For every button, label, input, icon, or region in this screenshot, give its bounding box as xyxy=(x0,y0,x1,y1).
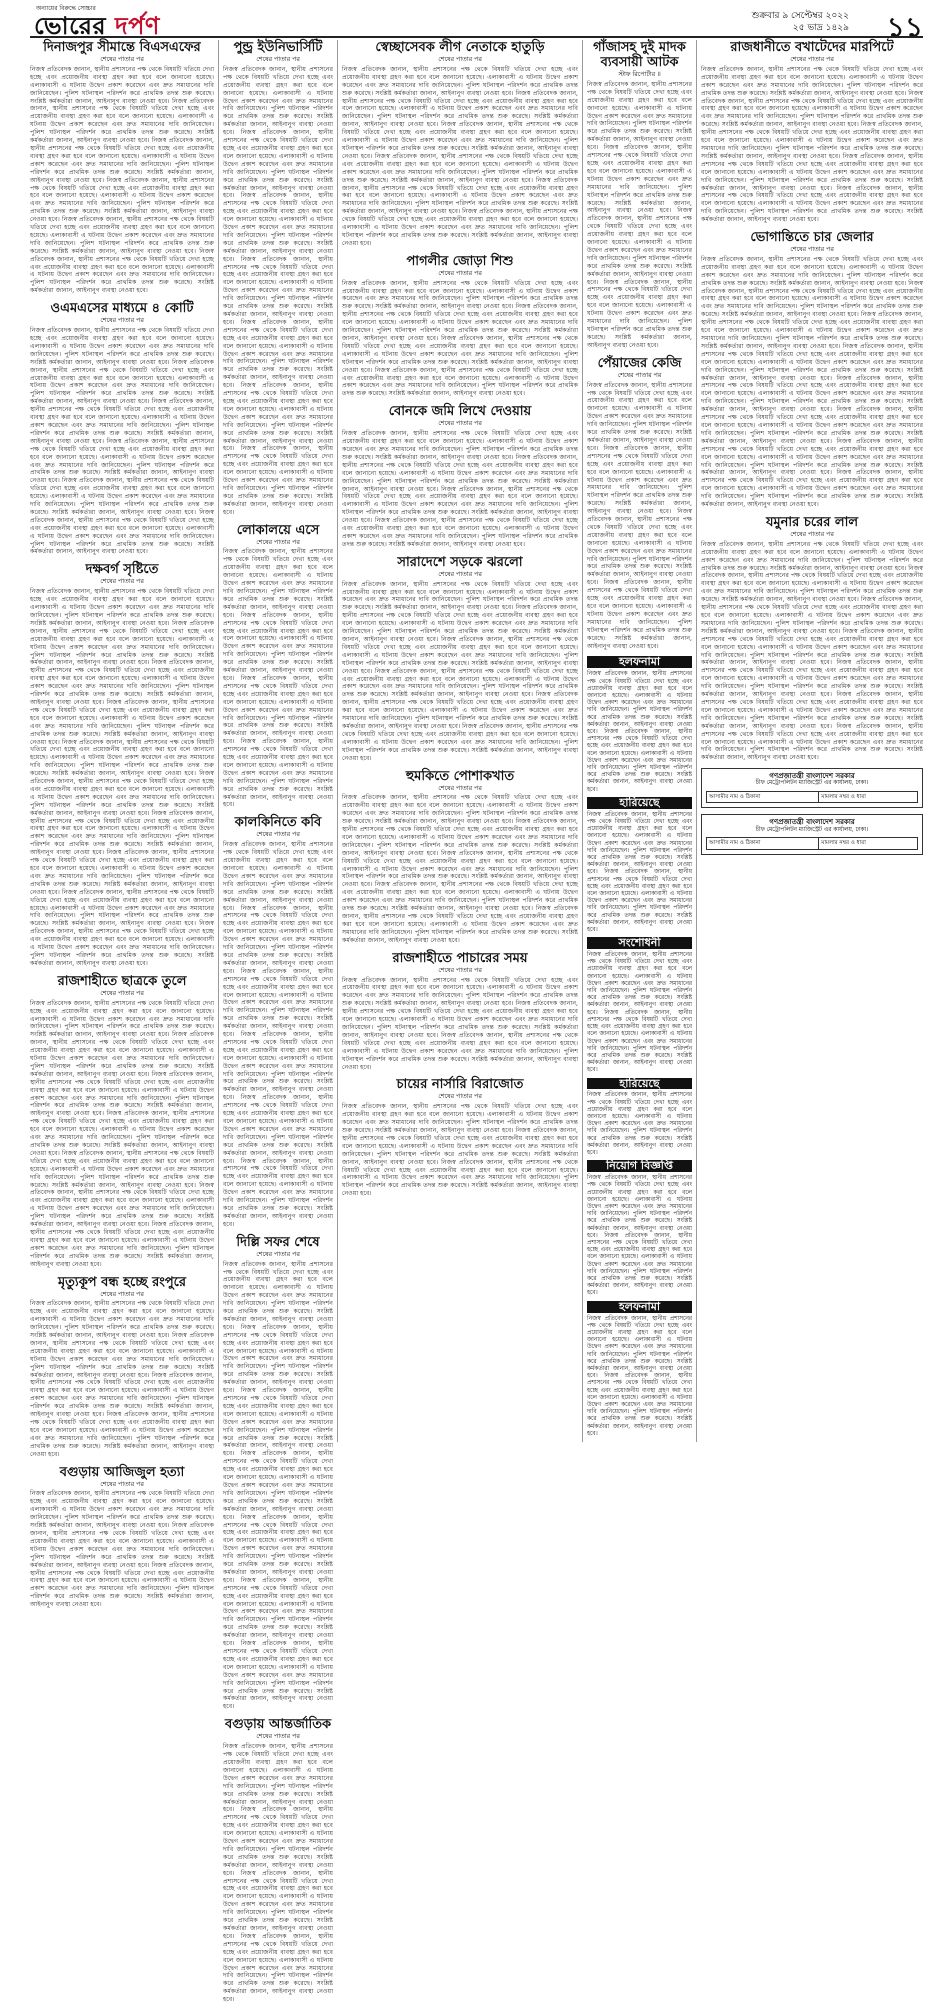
article-dateline: শেষের পাতার পর xyxy=(100,1290,144,1298)
article-headline: যমুনার চরের লাল xyxy=(765,514,859,530)
article xyxy=(30,1275,214,1459)
notice-heading: গণপ্রজাতন্ত্রী বাংলাদেশ সরকার xyxy=(769,818,855,827)
article xyxy=(342,951,578,1072)
article xyxy=(342,40,578,248)
article-dateline: শেষের পাতার পর xyxy=(100,989,144,997)
column-divider xyxy=(218,40,219,1442)
article-body: নিজস্ব প্রতিবেদক জানান, স্থানীয় প্রশাসনের পক্ষ থেকে বিষয়টি খতিয়ে দেখা হচ্ছে এবং প্রয়োজনীয় ব্যবস্থা গ্রহণ করা হবে বলে জানানো হয়েছে। এলাকাবাসী এ ঘটনায় উদ্বেগ প্রকাশ করেছেন এবং দ্রুত সমাধানের দাবি জানিয়েছেন। পুলিশ ঘটনাস্থল পরিদর্শন করে প্রাথমিক তদন্ত শুরু করেছে। সংশ্লিষ্ট কর্মকর্তারা জানান, আইনানুগ ব্যবস্থা নেওয়া হবে। নিজস্ব প্রতিবেদক জানান, স্থানীয় প্রশাসনের পক্ষ থেকে বিষয়টি খতিয়ে দেখা হচ্ছে এবং প্রয়োজনীয় ব্যবস্থা গ্রহণ করা হবে বলে জানানো হয়েছে। এলাকাবাসী এ ঘটনায় উদ্বেগ প্রকাশ করেছেন এবং দ্রুত সমাধানের দাবি জানিয়েছেন। পুলিশ ঘটনাস্থল পরিদর্শন করে প্রাথমিক তদন্ত শুরু করেছে। সংশ্লিষ্ট কর্মকর্তারা জানান, আইনানুগ ব্যবস্থা নেওয়া হবে। নিজস্ব প্রতিবেদক জানান, স্থানীয় প্রশাসনের পক্ষ থেকে বিষয়টি খতিয়ে দেখা হচ্ছে এবং প্রয়োজনীয় ব্যবস্থা গ্রহণ করা হবে বলে জানানো হয়েছে। এলাকাবাসী এ ঘটনায় উদ্বেগ প্রকাশ করেছেন এবং দ্রুত সমাধানের দাবি জানিয়েছেন। পুলিশ ঘটনাস্থল পরিদর্শন করে প্রাথমিক তদন্ত শুরু করেছে। সংশ্লিষ্ট কর্মকর্তারা জানান, আইনানুগ ব্যবস্থা নেওয়া হবে। নিজস্ব প্রতিবেদক জানান, স্থানীয় প্রশাসনের পক্ষ থেকে বিষয়টি খতিয়ে দেখা হচ্ছে এবং প্রয়োজনীয় ব্যবস্থা গ্রহণ করা হবে বলে জানানো হয়েছে। এলাকাবাসী এ ঘটনায় উদ্বেগ প্রকাশ করেছেন এবং দ্রুত সমাধানের দাবি জানিয়েছেন। পুলিশ ঘটনাস্থল পরিদর্শন করে প্রাথমিক তদন্ত শুরু করেছে। সংশ্লিষ্ট কর্মকর্তারা জানান, আইনানুগ ব্যবস্থা নেওয়া হবে। xyxy=(223,1743,333,2004)
article-body: নিজস্ব প্রতিবেদক জানান, স্থানীয় প্রশাসনের পক্ষ থেকে বিষয়টি খতিয়ে দেখা হচ্ছে এবং প্রয়োজনীয় ব্যবস্থা গ্রহণ করা হবে বলে জানানো হয়েছে। এলাকাবাসী এ ঘটনায় উদ্বেগ প্রকাশ করেছেন এবং দ্রুত সমাধানের দাবি জানিয়েছেন। পুলিশ ঘটনাস্থল পরিদর্শন করে প্রাথমিক তদন্ত শুরু করেছে। সংশ্লিষ্ট কর্মকর্তারা জানান, আইনানুগ ব্যবস্থা নেওয়া হবে। নিজস্ব প্রতিবেদক জানান, স্থানীয় প্রশাসনের পক্ষ থেকে বিষয়টি খতিয়ে দেখা হচ্ছে এবং প্রয়োজনীয় ব্যবস্থা গ্রহণ করা হবে বলে জানানো হয়েছে। এলাকাবাসী এ ঘটনায় উদ্বেগ প্রকাশ করেছেন এবং দ্রুত সমাধানের দাবি জানিয়েছেন। পুলিশ ঘটনাস্থল পরিদর্শন করে প্রাথমিক তদন্ত শুরু করেছে। সংশ্লিষ্ট কর্মকর্তারা জানান, আইনানুগ ব্যবস্থা নেওয়া হবে। নিজস্ব প্রতিবেদক জানান, স্থানীয় প্রশাসনের পক্ষ থেকে বিষয়টি খতিয়ে দেখা হচ্ছে এবং প্রয়োজনীয় ব্যবস্থা গ্রহণ করা হবে বলে জানানো হয়েছে। এলাকাবাসী এ ঘটনায় উদ্বেগ প্রকাশ করেছেন এবং দ্রুত সমাধানের দাবি জানিয়েছেন। পুলিশ ঘটনাস্থল পরিদর্শন করে প্রাথমিক তদন্ত শুরু করেছে। সংশ্লিষ্ট কর্মকর্তারা জানান, আইনানুগ ব্যবস্থা নেওয়া হবে। নিজস্ব প্রতিবেদক জানান, স্থানীয় প্রশাসনের পক্ষ থেকে বিষয়টি খতিয়ে দেখা হচ্ছে এবং প্রয়োজনীয় ব্যবস্থা গ্রহণ করা হবে বলে জানানো হয়েছে। এলাকাবাসী এ ঘটনায় উদ্বেগ প্রকাশ করেছেন এবং দ্রুত সমাধানের দাবি জানিয়েছেন। পুলিশ ঘটনাস্থল পরিদর্শন করে প্রাথমিক তদন্ত শুরু করেছে। সংশ্লিষ্ট কর্মকর্তারা জানান, আইনানুগ ব্যবস্থা নেওয়া হবে। নিজস্ব প্রতিবেদক জানান, স্থানীয় প্রশাসনের পক্ষ থেকে বিষয়টি খতিয়ে দেখা হচ্ছে এবং প্রয়োজনীয় ব্যবস্থা গ্রহণ করা হবে বলে জানানো হয়েছে। এলাকাবাসী এ ঘটনায় উদ্বেগ প্রকাশ করেছেন এবং দ্রুত সমাধানের দাবি জানিয়েছেন। পুলিশ ঘটনাস্থল পরিদর্শন করে প্রাথমিক তদন্ত শুরু করেছে। সংশ্লিষ্ট কর্মকর্তারা জানান, আইনানুগ ব্যবস্থা নেওয়া হবে। নিজস্ব প্রতিবেদক জানান, স্থানীয় প্রশাসনের পক্ষ থেকে বিষয়টি খতিয়ে দেখা হচ্ছে এবং প্রয়োজনীয় ব্যবস্থা গ্রহণ করা হবে বলে জানানো হয়েছে। এলাকাবাসী এ ঘটনায় উদ্বেগ প্রকাশ করেছেন এবং দ্রুত সমাধানের দাবি জানিয়েছেন। পুলিশ ঘটনাস্থল পরিদর্শন করে প্রাথমিক তদন্ত শুরু করেছে। সংশ্লিষ্ট কর্মকর্তারা জানান, আইনানুগ ব্যবস্থা নেওয়া হবে। xyxy=(30,65,214,295)
article-body: নিজস্ব প্রতিবেদক জানান, স্থানীয় প্রশাসনের পক্ষ থেকে বিষয়টি খতিয়ে দেখা হচ্ছে এবং প্রয়োজনীয় ব্যবস্থা গ্রহণ করা হবে বলে জানানো হয়েছে। এলাকাবাসী এ ঘটনায় উদ্বেগ প্রকাশ করেছেন এবং দ্রুত সমাধানের দাবি জানিয়েছেন। পুলিশ ঘটনাস্থল পরিদর্শন করে প্রাথমিক তদন্ত শুরু করেছে। সংশ্লিষ্ট কর্মকর্তারা জানান, আইনানুগ ব্যবস্থা নেওয়া হবে। নিজস্ব প্রতিবেদক জানান, স্থানীয় প্রশাসনের পক্ষ থেকে বিষয়টি খতিয়ে দেখা হচ্ছে এবং প্রয়োজনীয় ব্যবস্থা গ্রহণ করা হবে বলে জানানো হয়েছে। এলাকাবাসী এ ঘটনায় উদ্বেগ প্রকাশ করেছেন এবং দ্রুত সমাধানের দাবি জানিয়েছেন। পুলিশ ঘটনাস্থল পরিদর্শন করে প্রাথমিক তদন্ত শুরু করেছে। সংশ্লিষ্ট কর্মকর্তারা জানান, আইনানুগ ব্যবস্থা নেওয়া হবে। নিজস্ব প্রতিবেদক জানান, স্থানীয় প্রশাসনের পক্ষ থেকে বিষয়টি খতিয়ে দেখা হচ্ছে এবং প্রয়োজনীয় ব্যবস্থা গ্রহণ করা হবে বলে জানানো হয়েছে। এলাকাবাসী এ ঘটনায় উদ্বেগ প্রকাশ করেছেন এবং দ্রুত সমাধানের দাবি জানিয়েছেন। পুলিশ ঘটনাস্থল পরিদর্শন করে প্রাথমিক তদন্ত শুরু করেছে। সংশ্লিষ্ট কর্মকর্তারা জানান, আইনানুগ ব্যবস্থা নেওয়া হবে। নিজস্ব প্রতিবেদক জানান, স্থানীয় প্রশাসনের পক্ষ থেকে বিষয়টি খতিয়ে দেখা হচ্ছে এবং প্রয়োজনীয় ব্যবস্থা গ্রহণ করা হবে বলে জানানো হয়েছে। এলাকাবাসী এ ঘটনায় উদ্বেগ প্রকাশ করেছেন এবং দ্রুত সমাধানের দাবি জানিয়েছেন। পুলিশ ঘটনাস্থল পরিদর্শন করে প্রাথমিক তদন্ত শুরু করেছে। সংশ্লিষ্ট কর্মকর্তারা জানান, আইনানুগ ব্যবস্থা নেওয়া হবে। xyxy=(342,279,578,398)
notice-subheading: চীফ মেট্রোপলিটন ম্যাজিস্ট্রেট এর কার্যালয়, ঢাকা। xyxy=(755,826,869,833)
article-dateline: শেষের পাতার পর xyxy=(100,317,144,325)
article-headline: দক্ষবর্গ সৃষ্টিতে xyxy=(85,562,159,578)
article-dateline: শেষের পাতার পর xyxy=(790,530,834,538)
article xyxy=(30,974,214,1269)
classified-heading: হলফনামা xyxy=(587,656,692,668)
article-body: নিজস্ব প্রতিবেদক জানান, স্থানীয় প্রশাসনের পক্ষ থেকে বিষয়টি খতিয়ে দেখা হচ্ছে এবং প্রয়োজনীয় ব্যবস্থা গ্রহণ করা হবে বলে জানানো হয়েছে। এলাকাবাসী এ ঘটনায় উদ্বেগ প্রকাশ করেছেন এবং দ্রুত সমাধানের দাবি জানিয়েছেন। পুলিশ ঘটনাস্থল পরিদর্শন করে প্রাথমিক তদন্ত শুরু করেছে। সংশ্লিষ্ট কর্মকর্তারা জানান, আইনানুগ ব্যবস্থা নেওয়া হবে। নিজস্ব প্রতিবেদক জানান, স্থানীয় প্রশাসনের পক্ষ থেকে বিষয়টি খতিয়ে দেখা হচ্ছে এবং প্রয়োজনীয় ব্যবস্থা গ্রহণ করা হবে বলে জানানো হয়েছে। এলাকাবাসী এ ঘটনায় উদ্বেগ প্রকাশ করেছেন এবং দ্রুত সমাধানের দাবি জানিয়েছেন। পুলিশ ঘটনাস্থল পরিদর্শন করে প্রাথমিক তদন্ত শুরু করেছে। সংশ্লিষ্ট কর্মকর্তারা জানান, আইনানুগ ব্যবস্থা নেওয়া হবে। নিজস্ব প্রতিবেদক জানান, স্থানীয় প্রশাসনের পক্ষ থেকে বিষয়টি খতিয়ে দেখা হচ্ছে এবং প্রয়োজনীয় ব্যবস্থা গ্রহণ করা হবে বলে জানানো হয়েছে। এলাকাবাসী এ ঘটনায় উদ্বেগ প্রকাশ করেছেন এবং দ্রুত সমাধানের দাবি জানিয়েছেন। পুলিশ ঘটনাস্থল পরিদর্শন করে প্রাথমিক তদন্ত শুরু করেছে। সংশ্লিষ্ট কর্মকর্তারা জানান, আইনানুগ ব্যবস্থা নেওয়া হবে। নিজস্ব প্রতিবেদক জানান, স্থানীয় প্রশাসনের পক্ষ থেকে বিষয়টি খতিয়ে দেখা হচ্ছে এবং প্রয়োজনীয় ব্যবস্থা গ্রহণ করা হবে বলে জানানো হয়েছে। এলাকাবাসী এ ঘটনায় উদ্বেগ প্রকাশ করেছেন এবং দ্রুত সমাধানের দাবি জানিয়েছেন। পুলিশ ঘটনাস্থল পরিদর্শন করে প্রাথমিক তদন্ত শুরু করেছে। সংশ্লিষ্ট কর্মকর্তারা জানান, আইনানুগ ব্যবস্থা নেওয়া হবে। নিজস্ব প্রতিবেদক জানান, স্থানীয় প্রশাসনের পক্ষ থেকে বিষয়টি খতিয়ে দেখা হচ্ছে এবং প্রয়োজনীয় ব্যবস্থা গ্রহণ করা হবে বলে জানানো হয়েছে। এলাকাবাসী এ ঘটনায় উদ্বেগ প্রকাশ করেছেন এবং দ্রুত সমাধানের দাবি জানিয়েছেন। পুলিশ ঘটনাস্থল পরিদর্শন করে প্রাথমিক তদন্ত শুরু করেছে। সংশ্লিষ্ট কর্মকর্তারা জানান, আইনানুগ ব্যবস্থা নেওয়া হবে। নিজস্ব প্রতিবেদক জানান, স্থানীয় প্রশাসনের পক্ষ থেকে বিষয়টি খতিয়ে দেখা হচ্ছে এবং প্রয়োজনীয় ব্যবস্থা গ্রহণ করা হবে বলে জানানো হয়েছে। এলাকাবাসী এ ঘটনায় উদ্বেগ প্রকাশ করেছেন এবং দ্রুত সমাধানের দাবি জানিয়েছেন। পুলিশ ঘটনাস্থল পরিদর্শন করে প্রাথমিক তদন্ত শুরু করেছে। সংশ্লিষ্ট কর্মকর্তারা জানান, আইনানুগ ব্যবস্থা নেওয়া হবে। xyxy=(342,580,578,762)
classified-body: নিজস্ব প্রতিবেদক জানান, স্থানীয় প্রশাসনের পক্ষ থেকে বিষয়টি খতিয়ে দেখা হচ্ছে এবং প্রয়োজনীয় ব্যবস্থা গ্রহণ করা হবে বলে জানানো হয়েছে। এলাকাবাসী এ ঘটনায় উদ্বেগ প্রকাশ করেছেন এবং দ্রুত সমাধানের দাবি জানিয়েছেন। পুলিশ ঘটনাস্থল পরিদর্শন করে প্রাথমিক তদন্ত শুরু করেছে। সংশ্লিষ্ট কর্মকর্তারা জানান, আইনানুগ ব্যবস্থা নেওয়া হবে। নিজস্ব প্রতিবেদক জানান, স্থানীয় প্রশাসনের পক্ষ থেকে বিষয়টি খতিয়ে দেখা হচ্ছে এবং প্রয়োজনীয় ব্যবস্থা গ্রহণ করা হবে বলে জানানো হয়েছে। এলাকাবাসী এ ঘটনায় উদ্বেগ প্রকাশ করেছেন এবং দ্রুত সমাধানের দাবি জানিয়েছেন। পুলিশ ঘটনাস্থল পরিদর্শন করে প্রাথমিক তদন্ত শুরু করেছে। সংশ্লিষ্ট কর্মকর্তারা জানান, আইনানুগ ব্যবস্থা নেওয়া হবে। xyxy=(587,1175,692,1297)
classified-ad xyxy=(587,1078,692,1158)
classified-heading: নিয়োগ বিজ্ঞপ্তি xyxy=(587,1160,692,1172)
classified-ad xyxy=(587,1160,692,1297)
article-headline: দিনাজপুর সীমান্তে বিএসএফের xyxy=(43,40,201,55)
notice-table xyxy=(706,837,918,850)
article xyxy=(342,555,578,763)
article-dateline: শেষের পাতার পর xyxy=(438,269,482,277)
article-headline: হুমকিতে পোশাকখাত xyxy=(405,768,515,784)
masthead-rule xyxy=(30,36,923,38)
article-body: নিজস্ব প্রতিবেদক জানান, স্থানীয় প্রশাসনের পক্ষ থেকে বিষয়টি খতিয়ে দেখা হচ্ছে এবং প্রয়োজনীয় ব্যবস্থা গ্রহণ করা হবে বলে জানানো হয়েছে। এলাকাবাসী এ ঘটনায় উদ্বেগ প্রকাশ করেছেন এবং দ্রুত সমাধানের দাবি জানিয়েছেন। পুলিশ ঘটনাস্থল পরিদর্শন করে প্রাথমিক তদন্ত শুরু করেছে। সংশ্লিষ্ট কর্মকর্তারা জানান, আইনানুগ ব্যবস্থা নেওয়া হবে। নিজস্ব প্রতিবেদক জানান, স্থানীয় প্রশাসনের পক্ষ থেকে বিষয়টি খতিয়ে দেখা হচ্ছে এবং প্রয়োজনীয় ব্যবস্থা গ্রহণ করা হবে বলে জানানো হয়েছে। এলাকাবাসী এ ঘটনায় উদ্বেগ প্রকাশ করেছেন এবং দ্রুত সমাধানের দাবি জানিয়েছেন। পুলিশ ঘটনাস্থল পরিদর্শন করে প্রাথমিক তদন্ত শুরু করেছে। সংশ্লিষ্ট কর্মকর্তারা জানান, আইনানুগ ব্যবস্থা নেওয়া হবে। নিজস্ব প্রতিবেদক জানান, স্থানীয় প্রশাসনের পক্ষ থেকে বিষয়টি খতিয়ে দেখা হচ্ছে এবং প্রয়োজনীয় ব্যবস্থা গ্রহণ করা হবে বলে জানানো হয়েছে। এলাকাবাসী এ ঘটনায় উদ্বেগ প্রকাশ করেছেন এবং দ্রুত সমাধানের দাবি জানিয়েছেন। পুলিশ ঘটনাস্থল পরিদর্শন করে প্রাথমিক তদন্ত শুরু করেছে। সংশ্লিষ্ট কর্মকর্তারা জানান, আইনানুগ ব্যবস্থা নেওয়া হবে। নিজস্ব প্রতিবেদক জানান, স্থানীয় প্রশাসনের পক্ষ থেকে বিষয়টি খতিয়ে দেখা হচ্ছে এবং প্রয়োজনীয় ব্যবস্থা গ্রহণ করা হবে বলে জানানো হয়েছে। এলাকাবাসী এ ঘটনায় উদ্বেগ প্রকাশ করেছেন এবং দ্রুত সমাধানের দাবি জানিয়েছেন। পুলিশ ঘটনাস্থল পরিদর্শন করে প্রাথমিক তদন্ত শুরু করেছে। সংশ্লিষ্ট কর্মকর্তারা জানান, আইনানুগ ব্যবস্থা নেওয়া হবে। নিজস্ব প্রতিবেদক জানান, স্থানীয় প্রশাসনের পক্ষ থেকে বিষয়টি খতিয়ে দেখা হচ্ছে এবং প্রয়োজনীয় ব্যবস্থা গ্রহণ করা হবে বলে জানানো হয়েছে। এলাকাবাসী এ ঘটনায় উদ্বেগ প্রকাশ করেছেন এবং দ্রুত সমাধানের দাবি জানিয়েছেন। পুলিশ ঘটনাস্থল পরিদর্শন করে প্রাথমিক তদন্ত শুরু করেছে। সংশ্লিষ্ট কর্মকর্তারা জানান, আইনানুগ ব্যবস্থা নেওয়া হবে। নিজস্ব প্রতিবেদক জানান, স্থানীয় প্রশাসনের পক্ষ থেকে বিষয়টি খতিয়ে দেখা হচ্ছে এবং প্রয়োজনীয় ব্যবস্থা গ্রহণ করা হবে বলে জানানো হয়েছে। এলাকাবাসী এ ঘটনায় উদ্বেগ প্রকাশ করেছেন এবং দ্রুত সমাধানের দাবি জানিয়েছেন। পুলিশ ঘটনাস্থল পরিদর্শন করে প্রাথমিক তদন্ত শুরু করেছে। সংশ্লিষ্ট কর্মকর্তারা জানান, আইনানুগ ব্যবস্থা নেওয়া হবে। xyxy=(30,327,214,556)
article-dateline: শেষের পাতার পর xyxy=(438,56,482,63)
article-body: নিজস্ব প্রতিবেদক জানান, স্থানীয় প্রশাসনের পক্ষ থেকে বিষয়টি খতিয়ে দেখা হচ্ছে এবং প্রয়োজনীয় ব্যবস্থা গ্রহণ করা হবে বলে জানানো হয়েছে। এলাকাবাসী এ ঘটনায় উদ্বেগ প্রকাশ করেছেন এবং দ্রুত সমাধানের দাবি জানিয়েছেন। পুলিশ ঘটনাস্থল পরিদর্শন করে প্রাথমিক তদন্ত শুরু করেছে। সংশ্লিষ্ট কর্মকর্তারা জানান, আইনানুগ ব্যবস্থা নেওয়া হবে। নিজস্ব প্রতিবেদক জানান, স্থানীয় প্রশাসনের পক্ষ থেকে বিষয়টি খতিয়ে দেখা হচ্ছে এবং প্রয়োজনীয় ব্যবস্থা গ্রহণ করা হবে বলে জানানো হয়েছে। এলাকাবাসী এ ঘটনায় উদ্বেগ প্রকাশ করেছেন এবং দ্রুত সমাধানের দাবি জানিয়েছেন। পুলিশ ঘটনাস্থল পরিদর্শন করে প্রাথমিক তদন্ত শুরু করেছে। সংশ্লিষ্ট কর্মকর্তারা জানান, আইনানুগ ব্যবস্থা নেওয়া হবে। নিজস্ব প্রতিবেদক জানান, স্থানীয় প্রশাসনের পক্ষ থেকে বিষয়টি খতিয়ে দেখা হচ্ছে এবং প্রয়োজনীয় ব্যবস্থা গ্রহণ করা হবে বলে জানানো হয়েছে। এলাকাবাসী এ ঘটনায় উদ্বেগ প্রকাশ করেছেন এবং দ্রুত সমাধানের দাবি জানিয়েছেন। পুলিশ ঘটনাস্থল পরিদর্শন করে প্রাথমিক তদন্ত শুরু করেছে। সংশ্লিষ্ট কর্মকর্তারা জানান, আইনানুগ ব্যবস্থা নেওয়া হবে। নিজস্ব প্রতিবেদক জানান, স্থানীয় প্রশাসনের পক্ষ থেকে বিষয়টি খতিয়ে দেখা হচ্ছে এবং প্রয়োজনীয় ব্যবস্থা গ্রহণ করা হবে বলে জানানো হয়েছে। এলাকাবাসী এ ঘটনায় উদ্বেগ প্রকাশ করেছেন এবং দ্রুত সমাধানের দাবি জানিয়েছেন। পুলিশ ঘটনাস্থল পরিদর্শন করে প্রাথমিক তদন্ত শুরু করেছে। সংশ্লিষ্ট কর্মকর্তারা জানান, আইনানুগ ব্যবস্থা নেওয়া হবে। নিজস্ব প্রতিবেদক জানান, স্থানীয় প্রশাসনের পক্ষ থেকে বিষয়টি খতিয়ে দেখা হচ্ছে এবং প্রয়োজনীয় ব্যবস্থা গ্রহণ করা হবে বলে জানানো হয়েছে। এলাকাবাসী এ ঘটনায় উদ্বেগ প্রকাশ করেছেন এবং দ্রুত সমাধানের দাবি জানিয়েছেন। পুলিশ ঘটনাস্থল পরিদর্শন করে প্রাথমিক তদন্ত শুরু করেছে। সংশ্লিষ্ট কর্মকর্তারা জানান, আইনানুগ ব্যবস্থা নেওয়া হবে। নিজস্ব প্রতিবেদক জানান, স্থানীয় প্রশাসনের পক্ষ থেকে বিষয়টি খতিয়ে দেখা হচ্ছে এবং প্রয়োজনীয় ব্যবস্থা গ্রহণ করা হবে বলে জানানো হয়েছে। এলাকাবাসী এ ঘটনায় উদ্বেগ প্রকাশ করেছেন এবং দ্রুত সমাধানের দাবি জানিয়েছেন। পুলিশ ঘটনাস্থল পরিদর্শন করে প্রাথমিক তদন্ত শুরু করেছে। সংশ্লিষ্ট কর্মকর্তারা জানান, আইনানুগ ব্যবস্থা নেওয়া হবে। নিজস্ব প্রতিবেদক জানান, স্থানীয় প্রশাসনের পক্ষ থেকে বিষয়টি খতিয়ে দেখা হচ্ছে এবং প্রয়োজনীয় ব্যবস্থা গ্রহণ করা হবে বলে জানানো হয়েছে। এলাকাবাসী এ ঘটনায় উদ্বেগ প্রকাশ করেছেন এবং দ্রুত সমাধানের দাবি জানিয়েছেন। পুলিশ ঘটনাস্থল পরিদর্শন করে প্রাথমিক তদন্ত শুরু করেছে। সংশ্লিষ্ট কর্মকর্তারা জানান, আইনানুগ ব্যবস্থা নেওয়া হবে। xyxy=(223,1260,333,1711)
notice-subheading: চীফ মেট্রোপলিটন ম্যাজিস্ট্রেট এর কার্যালয়, ঢাকা। xyxy=(755,780,869,787)
classified-body: নিজস্ব প্রতিবেদক জানান, স্থানীয় প্রশাসনের পক্ষ থেকে বিষয়টি খতিয়ে দেখা হচ্ছে এবং প্রয়োজনীয় ব্যবস্থা গ্রহণ করা হবে বলে জানানো হয়েছে। এলাকাবাসী এ ঘটনায় উদ্বেগ প্রকাশ করেছেন এবং দ্রুত সমাধানের দাবি জানিয়েছেন। পুলিশ ঘটনাস্থল পরিদর্শন করে প্রাথমিক তদন্ত শুরু করেছে। সংশ্লিষ্ট কর্মকর্তারা জানান, আইনানুগ ব্যবস্থা নেওয়া হবে। xyxy=(587,1092,692,1157)
article xyxy=(587,40,692,350)
article-body: নিজস্ব প্রতিবেদক জানান, স্থানীয় প্রশাসনের পক্ষ থেকে বিষয়টি খতিয়ে দেখা হচ্ছে এবং প্রয়োজনীয় ব্যবস্থা গ্রহণ করা হবে বলে জানানো হয়েছে। এলাকাবাসী এ ঘটনায় উদ্বেগ প্রকাশ করেছেন এবং দ্রুত সমাধানের দাবি জানিয়েছেন। পুলিশ ঘটনাস্থল পরিদর্শন করে প্রাথমিক তদন্ত শুরু করেছে। সংশ্লিষ্ট কর্মকর্তারা জানান, আইনানুগ ব্যবস্থা নেওয়া হবে। নিজস্ব প্রতিবেদক জানান, স্থানীয় প্রশাসনের পক্ষ থেকে বিষয়টি খতিয়ে দেখা হচ্ছে এবং প্রয়োজনীয় ব্যবস্থা গ্রহণ করা হবে বলে জানানো হয়েছে। এলাকাবাসী এ ঘটনায় উদ্বেগ প্রকাশ করেছেন এবং দ্রুত সমাধানের দাবি জানিয়েছেন। পুলিশ ঘটনাস্থল পরিদর্শন করে প্রাথমিক তদন্ত শুরু করেছে। সংশ্লিষ্ট কর্মকর্তারা জানান, আইনানুগ ব্যবস্থা নেওয়া হবে। নিজস্ব প্রতিবেদক জানান, স্থানীয় প্রশাসনের পক্ষ থেকে বিষয়টি খতিয়ে দেখা হচ্ছে এবং প্রয়োজনীয় ব্যবস্থা গ্রহণ করা হবে বলে জানানো হয়েছে। এলাকাবাসী এ ঘটনায় উদ্বেগ প্রকাশ করেছেন এবং দ্রুত সমাধানের দাবি জানিয়েছেন। পুলিশ ঘটনাস্থল পরিদর্শন করে প্রাথমিক তদন্ত শুরু করেছে। সংশ্লিষ্ট কর্মকর্তারা জানান, আইনানুগ ব্যবস্থা নেওয়া হবে। নিজস্ব প্রতিবেদক জানান, স্থানীয় প্রশাসনের পক্ষ থেকে বিষয়টি খতিয়ে দেখা হচ্ছে এবং প্রয়োজনীয় ব্যবস্থা গ্রহণ করা হবে বলে জানানো হয়েছে। এলাকাবাসী এ ঘটনায় উদ্বেগ প্রকাশ করেছেন এবং দ্রুত সমাধানের দাবি জানিয়েছেন। পুলিশ ঘটনাস্থল পরিদর্শন করে প্রাথমিক তদন্ত শুরু করেছে। সংশ্লিষ্ট কর্মকর্তারা জানান, আইনানুগ ব্যবস্থা নেওয়া হবে। নিজস্ব প্রতিবেদক জানান, স্থানীয় প্রশাসনের পক্ষ থেকে বিষয়টি খতিয়ে দেখা হচ্ছে এবং প্রয়োজনীয় ব্যবস্থা গ্রহণ করা হবে বলে জানানো হয়েছে। এলাকাবাসী এ ঘটনায় উদ্বেগ প্রকাশ করেছেন এবং দ্রুত সমাধানের দাবি জানিয়েছেন। পুলিশ ঘটনাস্থল পরিদর্শন করে প্রাথমিক তদন্ত শুরু করেছে। সংশ্লিষ্ট কর্মকর্তারা জানান, আইনানুগ ব্যবস্থা নেওয়া হবে। নিজস্ব প্রতিবেদক জানান, স্থানীয় প্রশাসনের পক্ষ থেকে বিষয়টি খতিয়ে দেখা হচ্ছে এবং প্রয়োজনীয় ব্যবস্থা গ্রহণ করা হবে বলে জানানো হয়েছে। এলাকাবাসী এ ঘটনায় উদ্বেগ প্রকাশ করেছেন এবং দ্রুত সমাধানের দাবি জানিয়েছেন। পুলিশ ঘটনাস্থল পরিদর্শন করে প্রাথমিক তদন্ত শুরু করেছে। সংশ্লিষ্ট কর্মকর্তারা জানান, আইনানুগ ব্যবস্থা নেওয়া হবে। নিজস্ব প্রতিবেদক জানান, স্থানীয় প্রশাসনের পক্ষ থেকে বিষয়টি খতিয়ে দেখা হচ্ছে এবং প্রয়োজনীয় ব্যবস্থা গ্রহণ করা হবে বলে জানানো হয়েছে। এলাকাবাসী এ ঘটনায় উদ্বেগ প্রকাশ করেছেন এবং দ্রুত সমাধানের দাবি জানিয়েছেন। পুলিশ ঘটনাস্থল পরিদর্শন করে প্রাথমিক তদন্ত শুরু করেছে। সংশ্লিষ্ট কর্মকর্তারা জানান, আইনানুগ ব্যবস্থা নেওয়া হবে। xyxy=(223,65,333,516)
article-body: নিজস্ব প্রতিবেদক জানান, স্থানীয় প্রশাসনের পক্ষ থেকে বিষয়টি খতিয়ে দেখা হচ্ছে এবং প্রয়োজনীয় ব্যবস্থা গ্রহণ করা হবে বলে জানানো হয়েছে। এলাকাবাসী এ ঘটনায় উদ্বেগ প্রকাশ করেছেন এবং দ্রুত সমাধানের দাবি জানিয়েছেন। পুলিশ ঘটনাস্থল পরিদর্শন করে প্রাথমিক তদন্ত শুরু করেছে। সংশ্লিষ্ট কর্মকর্তারা জানান, আইনানুগ ব্যবস্থা নেওয়া হবে। নিজস্ব প্রতিবেদক জানান, স্থানীয় প্রশাসনের পক্ষ থেকে বিষয়টি খতিয়ে দেখা হচ্ছে এবং প্রয়োজনীয় ব্যবস্থা গ্রহণ করা হবে বলে জানানো হয়েছে। এলাকাবাসী এ ঘটনায় উদ্বেগ প্রকাশ করেছেন এবং দ্রুত সমাধানের দাবি জানিয়েছেন। পুলিশ ঘটনাস্থল পরিদর্শন করে প্রাথমিক তদন্ত শুরু করেছে। সংশ্লিষ্ট কর্মকর্তারা জানান, আইনানুগ ব্যবস্থা নেওয়া হবে। নিজস্ব প্রতিবেদক জানান, স্থানীয় প্রশাসনের পক্ষ থেকে বিষয়টি খতিয়ে দেখা হচ্ছে এবং প্রয়োজনীয় ব্যবস্থা গ্রহণ করা হবে বলে জানানো হয়েছে। এলাকাবাসী এ ঘটনায় উদ্বেগ প্রকাশ করেছেন এবং দ্রুত সমাধানের দাবি জানিয়েছেন। পুলিশ ঘটনাস্থল পরিদর্শন করে প্রাথমিক তদন্ত শুরু করেছে। সংশ্লিষ্ট কর্মকর্তারা জানান, আইনানুগ ব্যবস্থা নেওয়া হবে। নিজস্ব প্রতিবেদক জানান, স্থানীয় প্রশাসনের পক্ষ থেকে বিষয়টি খতিয়ে দেখা হচ্ছে এবং প্রয়োজনীয় ব্যবস্থা গ্রহণ করা হবে বলে জানানো হয়েছে। এলাকাবাসী এ ঘটনায় উদ্বেগ প্রকাশ করেছেন এবং দ্রুত সমাধানের দাবি জানিয়েছেন। পুলিশ ঘটনাস্থল পরিদর্শন করে প্রাথমিক তদন্ত শুরু করেছে। সংশ্লিষ্ট কর্মকর্তারা জানান, আইনানুগ ব্যবস্থা নেওয়া হবে। xyxy=(223,548,333,809)
article-dateline: শেষের পাতার পর xyxy=(100,56,144,63)
article-dateline: স্টাফ রিপোর্টার ॥ xyxy=(618,71,661,78)
article-headline: রাজশাহীতে ছাত্রকে তুলে xyxy=(57,973,187,989)
article-body: নিজস্ব প্রতিবেদক জানান, স্থানীয় প্রশাসনের পক্ষ থেকে বিষয়টি খতিয়ে দেখা হচ্ছে এবং প্রয়োজনীয় ব্যবস্থা গ্রহণ করা হবে বলে জানানো হয়েছে। এলাকাবাসী এ ঘটনায় উদ্বেগ প্রকাশ করেছেন এবং দ্রুত সমাধানের দাবি জানিয়েছেন। পুলিশ ঘটনাস্থল পরিদর্শন করে প্রাথমিক তদন্ত শুরু করেছে। সংশ্লিষ্ট কর্মকর্তারা জানান, আইনানুগ ব্যবস্থা নেওয়া হবে। নিজস্ব প্রতিবেদক জানান, স্থানীয় প্রশাসনের পক্ষ থেকে বিষয়টি খতিয়ে দেখা হচ্ছে এবং প্রয়োজনীয় ব্যবস্থা গ্রহণ করা হবে বলে জানানো হয়েছে। এলাকাবাসী এ ঘটনায় উদ্বেগ প্রকাশ করেছেন এবং দ্রুত সমাধানের দাবি জানিয়েছেন। পুলিশ ঘটনাস্থল পরিদর্শন করে প্রাথমিক তদন্ত শুরু করেছে। সংশ্লিষ্ট কর্মকর্তারা জানান, আইনানুগ ব্যবস্থা নেওয়া হবে। নিজস্ব প্রতিবেদক জানান, স্থানীয় প্রশাসনের পক্ষ থেকে বিষয়টি খতিয়ে দেখা হচ্ছে এবং প্রয়োজনীয় ব্যবস্থা গ্রহণ করা হবে বলে জানানো হয়েছে। এলাকাবাসী এ ঘটনায় উদ্বেগ প্রকাশ করেছেন এবং দ্রুত সমাধানের দাবি জানিয়েছেন। পুলিশ ঘটনাস্থল পরিদর্শন করে প্রাথমিক তদন্ত শুরু করেছে। সংশ্লিষ্ট কর্মকর্তারা জানান, আইনানুগ ব্যবস্থা নেওয়া হবে। নিজস্ব প্রতিবেদক জানান, স্থানীয় প্রশাসনের পক্ষ থেকে বিষয়টি খতিয়ে দেখা হচ্ছে এবং প্রয়োজনীয় ব্যবস্থা গ্রহণ করা হবে বলে জানানো হয়েছে। এলাকাবাসী এ ঘটনায় উদ্বেগ প্রকাশ করেছেন এবং দ্রুত সমাধানের দাবি জানিয়েছেন। পুলিশ ঘটনাস্থল পরিদর্শন করে প্রাথমিক তদন্ত শুরু করেছে। সংশ্লিষ্ট কর্মকর্তারা জানান, আইনানুগ ব্যবস্থা নেওয়া হবে। xyxy=(30,1300,214,1458)
classified-heading: হলফনামা xyxy=(587,1301,692,1313)
article-dateline: শেষের পাতার পর xyxy=(256,538,300,546)
article-body: নিজস্ব প্রতিবেদক জানান, স্থানীয় প্রশাসনের পক্ষ থেকে বিষয়টি খতিয়ে দেখা হচ্ছে এবং প্রয়োজনীয় ব্যবস্থা গ্রহণ করা হবে বলে জানানো হয়েছে। এলাকাবাসী এ ঘটনায় উদ্বেগ প্রকাশ করেছেন এবং দ্রুত সমাধানের দাবি জানিয়েছেন। পুলিশ ঘটনাস্থল পরিদর্শন করে প্রাথমিক তদন্ত শুরু করেছে। সংশ্লিষ্ট কর্মকর্তারা জানান, আইনানুগ ব্যবস্থা নেওয়া হবে। নিজস্ব প্রতিবেদক জানান, স্থানীয় প্রশাসনের পক্ষ থেকে বিষয়টি খতিয়ে দেখা হচ্ছে এবং প্রয়োজনীয় ব্যবস্থা গ্রহণ করা হবে বলে জানানো হয়েছে। এলাকাবাসী এ ঘটনায় উদ্বেগ প্রকাশ করেছেন এবং দ্রুত সমাধানের দাবি জানিয়েছেন। পুলিশ ঘটনাস্থল পরিদর্শন করে প্রাথমিক তদন্ত শুরু করেছে। সংশ্লিষ্ট কর্মকর্তারা জানান, আইনানুগ ব্যবস্থা নেওয়া হবে। নিজস্ব প্রতিবেদক জানান, স্থানীয় প্রশাসনের পক্ষ থেকে বিষয়টি খতিয়ে দেখা হচ্ছে এবং প্রয়োজনীয় ব্যবস্থা গ্রহণ করা হবে বলে জানানো হয়েছে। এলাকাবাসী এ ঘটনায় উদ্বেগ প্রকাশ করেছেন এবং দ্রুত সমাধানের দাবি জানিয়েছেন। পুলিশ ঘটনাস্থল পরিদর্শন করে প্রাথমিক তদন্ত শুরু করেছে। সংশ্লিষ্ট কর্মকর্তারা জানান, আইনানুগ ব্যবস্থা নেওয়া হবে। নিজস্ব প্রতিবেদক জানান, স্থানীয় প্রশাসনের পক্ষ থেকে বিষয়টি খতিয়ে দেখা হচ্ছে এবং প্রয়োজনীয় ব্যবস্থা গ্রহণ করা হবে বলে জানানো হয়েছে। এলাকাবাসী এ ঘটনায় উদ্বেগ প্রকাশ করেছেন এবং দ্রুত সমাধানের দাবি জানিয়েছেন। পুলিশ ঘটনাস্থল পরিদর্শন করে প্রাথমিক তদন্ত শুরু করেছে। সংশ্লিষ্ট কর্মকর্তারা জানান, আইনানুগ ব্যবস্থা নেওয়া হবে। নিজস্ব প্রতিবেদক জানান, স্থানীয় প্রশাসনের পক্ষ থেকে বিষয়টি খতিয়ে দেখা হচ্ছে এবং প্রয়োজনীয় ব্যবস্থা গ্রহণ করা হবে বলে জানানো হয়েছে। এলাকাবাসী এ ঘটনায় উদ্বেগ প্রকাশ করেছেন এবং দ্রুত সমাধানের দাবি জানিয়েছেন। পুলিশ ঘটনাস্থল পরিদর্শন করে প্রাথমিক তদন্ত শুরু করেছে। সংশ্লিষ্ট কর্মকর্তারা জানান, আইনানুগ ব্যবস্থা নেওয়া হবে। নিজস্ব প্রতিবেদক জানান, স্থানীয় প্রশাসনের পক্ষ থেকে বিষয়টি খতিয়ে দেখা হচ্ছে এবং প্রয়োজনীয় ব্যবস্থা গ্রহণ করা হবে বলে জানানো হয়েছে। এলাকাবাসী এ ঘটনায় উদ্বেগ প্রকাশ করেছেন এবং দ্রুত সমাধানের দাবি জানিয়েছেন। পুলিশ ঘটনাস্থল পরিদর্শন করে প্রাথমিক তদন্ত শুরু করেছে। সংশ্লিষ্ট কর্মকর্তারা জানান, আইনানুগ ব্যবস্থা নেওয়া হবে। xyxy=(342,65,578,247)
issue-date-bangla: ২৫ ভাদ্র ১৪২৯ xyxy=(792,23,849,33)
article-dateline: শেষের পাতার পর xyxy=(438,420,482,428)
article-dateline: শেষের পাতার পর xyxy=(256,831,300,839)
article xyxy=(223,1717,333,2004)
article xyxy=(342,1077,578,1198)
article xyxy=(223,815,333,1228)
court-notice xyxy=(701,814,923,854)
article-body: নিজস্ব প্রতিবেদক জানান, স্থানীয় প্রশাসনের পক্ষ থেকে বিষয়টি খতিয়ে দেখা হচ্ছে এবং প্রয়োজনীয় ব্যবস্থা গ্রহণ করা হবে বলে জানানো হয়েছে। এলাকাবাসী এ ঘটনায় উদ্বেগ প্রকাশ করেছেন এবং দ্রুত সমাধানের দাবি জানিয়েছেন। পুলিশ ঘটনাস্থল পরিদর্শন করে প্রাথমিক তদন্ত শুরু করেছে। সংশ্লিষ্ট কর্মকর্তারা জানান, আইনানুগ ব্যবস্থা নেওয়া হবে। নিজস্ব প্রতিবেদক জানান, স্থানীয় প্রশাসনের পক্ষ থেকে বিষয়টি খতিয়ে দেখা হচ্ছে এবং প্রয়োজনীয় ব্যবস্থা গ্রহণ করা হবে বলে জানানো হয়েছে। এলাকাবাসী এ ঘটনায় উদ্বেগ প্রকাশ করেছেন এবং দ্রুত সমাধানের দাবি জানিয়েছেন। পুলিশ ঘটনাস্থল পরিদর্শন করে প্রাথমিক তদন্ত শুরু করেছে। সংশ্লিষ্ট কর্মকর্তারা জানান, আইনানুগ ব্যবস্থা নেওয়া হবে। নিজস্ব প্রতিবেদক জানান, স্থানীয় প্রশাসনের পক্ষ থেকে বিষয়টি খতিয়ে দেখা হচ্ছে এবং প্রয়োজনীয় ব্যবস্থা গ্রহণ করা হবে বলে জানানো হয়েছে। এলাকাবাসী এ ঘটনায় উদ্বেগ প্রকাশ করেছেন এবং দ্রুত সমাধানের দাবি জানিয়েছেন। পুলিশ ঘটনাস্থল পরিদর্শন করে প্রাথমিক তদন্ত শুরু করেছে। সংশ্লিষ্ট কর্মকর্তারা জানান, আইনানুগ ব্যবস্থা নেওয়া হবে। xyxy=(30,1490,214,1609)
article-body: নিজস্ব প্রতিবেদক জানান, স্থানীয় প্রশাসনের পক্ষ থেকে বিষয়টি খতিয়ে দেখা হচ্ছে এবং প্রয়োজনীয় ব্যবস্থা গ্রহণ করা হবে বলে জানানো হয়েছে। এলাকাবাসী এ ঘটনায় উদ্বেগ প্রকাশ করেছেন এবং দ্রুত সমাধানের দাবি জানিয়েছেন। পুলিশ ঘটনাস্থল পরিদর্শন করে প্রাথমিক তদন্ত শুরু করেছে। সংশ্লিষ্ট কর্মকর্তারা জানান, আইনানুগ ব্যবস্থা নেওয়া হবে। নিজস্ব প্রতিবেদক জানান, স্থানীয় প্রশাসনের পক্ষ থেকে বিষয়টি খতিয়ে দেখা হচ্ছে এবং প্রয়োজনীয় ব্যবস্থা গ্রহণ করা হবে বলে জানানো হয়েছে। এলাকাবাসী এ ঘটনায় উদ্বেগ প্রকাশ করেছেন এবং দ্রুত সমাধানের দাবি জানিয়েছেন। পুলিশ ঘটনাস্থল পরিদর্শন করে প্রাথমিক তদন্ত শুরু করেছে। সংশ্লিষ্ট কর্মকর্তারা জানান, আইনানুগ ব্যবস্থা নেওয়া হবে। নিজস্ব প্রতিবেদক জানান, স্থানীয় প্রশাসনের পক্ষ থেকে বিষয়টি খতিয়ে দেখা হচ্ছে এবং প্রয়োজনীয় ব্যবস্থা গ্রহণ করা হবে বলে জানানো হয়েছে। এলাকাবাসী এ ঘটনায় উদ্বেগ প্রকাশ করেছেন এবং দ্রুত সমাধানের দাবি জানিয়েছেন। পুলিশ ঘটনাস্থল পরিদর্শন করে প্রাথমিক তদন্ত শুরু করেছে। সংশ্লিষ্ট কর্মকর্তারা জানান, আইনানুগ ব্যবস্থা নেওয়া হবে। নিজস্ব প্রতিবেদক জানান, স্থানীয় প্রশাসনের পক্ষ থেকে বিষয়টি খতিয়ে দেখা হচ্ছে এবং প্রয়োজনীয় ব্যবস্থা গ্রহণ করা হবে বলে জানানো হয়েছে। এলাকাবাসী এ ঘটনায় উদ্বেগ প্রকাশ করেছেন এবং দ্রুত সমাধানের দাবি জানিয়েছেন। পুলিশ ঘটনাস্থল পরিদর্শন করে প্রাথমিক তদন্ত শুরু করেছে। সংশ্লিষ্ট কর্মকর্তারা জানান, আইনানুগ ব্যবস্থা নেওয়া হবে। xyxy=(587,381,692,650)
article-body: নিজস্ব প্রতিবেদক জানান, স্থানীয় প্রশাসনের পক্ষ থেকে বিষয়টি খতিয়ে দেখা হচ্ছে এবং প্রয়োজনীয় ব্যবস্থা গ্রহণ করা হবে বলে জানানো হয়েছে। এলাকাবাসী এ ঘটনায় উদ্বেগ প্রকাশ করেছেন এবং দ্রুত সমাধানের দাবি জানিয়েছেন। পুলিশ ঘটনাস্থল পরিদর্শন করে প্রাথমিক তদন্ত শুরু করেছে। সংশ্লিষ্ট কর্মকর্তারা জানান, আইনানুগ ব্যবস্থা নেওয়া হবে। নিজস্ব প্রতিবেদক জানান, স্থানীয় প্রশাসনের পক্ষ থেকে বিষয়টি খতিয়ে দেখা হচ্ছে এবং প্রয়োজনীয় ব্যবস্থা গ্রহণ করা হবে বলে জানানো হয়েছে। এলাকাবাসী এ ঘটনায় উদ্বেগ প্রকাশ করেছেন এবং দ্রুত সমাধানের দাবি জানিয়েছেন। পুলিশ ঘটনাস্থল পরিদর্শন করে প্রাথমিক তদন্ত শুরু করেছে। সংশ্লিষ্ট কর্মকর্তারা জানান, আইনানুগ ব্যবস্থা নেওয়া হবে। নিজস্ব প্রতিবেদক জানান, স্থানীয় প্রশাসনের পক্ষ থেকে বিষয়টি খতিয়ে দেখা হচ্ছে এবং প্রয়োজনীয় ব্যবস্থা গ্রহণ করা হবে বলে জানানো হয়েছে। এলাকাবাসী এ ঘটনায় উদ্বেগ প্রকাশ করেছেন এবং দ্রুত সমাধানের দাবি জানিয়েছেন। পুলিশ ঘটনাস্থল পরিদর্শন করে প্রাথমিক তদন্ত শুরু করেছে। সংশ্লিষ্ট কর্মকর্তারা জানান, আইনানুগ ব্যবস্থা নেওয়া হবে। নিজস্ব প্রতিবেদক জানান, স্থানীয় প্রশাসনের পক্ষ থেকে বিষয়টি খতিয়ে দেখা হচ্ছে এবং প্রয়োজনীয় ব্যবস্থা গ্রহণ করা হবে বলে জানানো হয়েছে। এলাকাবাসী এ ঘটনায় উদ্বেগ প্রকাশ করেছেন এবং দ্রুত সমাধানের দাবি জানিয়েছেন। পুলিশ ঘটনাস্থল পরিদর্শন করে প্রাথমিক তদন্ত শুরু করেছে। সংশ্লিষ্ট কর্মকর্তারা জানান, আইনানুগ ব্যবস্থা নেওয়া হবে। নিজস্ব প্রতিবেদক জানান, স্থানীয় প্রশাসনের পক্ষ থেকে বিষয়টি খতিয়ে দেখা হচ্ছে এবং প্রয়োজনীয় ব্যবস্থা গ্রহণ করা হবে বলে জানানো হয়েছে। এলাকাবাসী এ ঘটনায় উদ্বেগ প্রকাশ করেছেন এবং দ্রুত সমাধানের দাবি জানিয়েছেন। পুলিশ ঘটনাস্থল পরিদর্শন করে প্রাথমিক তদন্ত শুরু করেছে। সংশ্লিষ্ট কর্মকর্তারা জানান, আইনানুগ ব্যবস্থা নেওয়া হবে। নিজস্ব প্রতিবেদক জানান, স্থানীয় প্রশাসনের পক্ষ থেকে বিষয়টি খতিয়ে দেখা হচ্ছে এবং প্রয়োজনীয় ব্যবস্থা গ্রহণ করা হবে বলে জানানো হয়েছে। এলাকাবাসী এ ঘটনায় উদ্বেগ প্রকাশ করেছেন এবং দ্রুত সমাধানের দাবি জানিয়েছেন। পুলিশ ঘটনাস্থল পরিদর্শন করে প্রাথমিক তদন্ত শুরু করেছে। সংশ্লিষ্ট কর্মকর্তারা জানান, আইনানুগ ব্যবস্থা নেওয়া হবে। নিজস্ব প্রতিবেদক জানান, স্থানীয় প্রশাসনের পক্ষ থেকে বিষয়টি খতিয়ে দেখা হচ্ছে এবং প্রয়োজনীয় ব্যবস্থা গ্রহণ করা হবে বলে জানানো হয়েছে। এলাকাবাসী এ ঘটনায় উদ্বেগ প্রকাশ করেছেন এবং দ্রুত সমাধানের দাবি জানিয়েছেন। পুলিশ ঘটনাস্থল পরিদর্শন করে প্রাথমিক তদন্ত শুরু করেছে। সংশ্লিষ্ট কর্মকর্তারা জানান, আইনানুগ ব্যবস্থা নেওয়া হবে। xyxy=(701,540,923,762)
column-1 xyxy=(30,40,214,1609)
issue-date: শুক্রবার ৯ সেপ্টেম্বর ২০২২ xyxy=(751,11,849,21)
article-dateline: শেষের পাতার পর xyxy=(438,784,482,792)
notice-col-header: মামলার নম্বর ও ধারা xyxy=(819,791,918,803)
classified-heading: হারিয়েছে xyxy=(587,797,692,809)
article xyxy=(587,356,692,651)
notice-heading: গণপ্রজাতন্ত্রী বাংলাদেশ সরকার xyxy=(769,772,855,781)
article-headline: সারাদেশে সড়কে ঝরলো xyxy=(397,554,523,570)
article-headline: পেঁয়াজের কেজি xyxy=(597,355,682,371)
article xyxy=(342,254,578,399)
article-headline: বগুড়ায় আন্তর্জাতিক xyxy=(224,1717,332,1733)
article-body: নিজস্ব প্রতিবেদক জানান, স্থানীয় প্রশাসনের পক্ষ থেকে বিষয়টি খতিয়ে দেখা হচ্ছে এবং প্রয়োজনীয় ব্যবস্থা গ্রহণ করা হবে বলে জানানো হয়েছে। এলাকাবাসী এ ঘটনায় উদ্বেগ প্রকাশ করেছেন এবং দ্রুত সমাধানের দাবি জানিয়েছেন। পুলিশ ঘটনাস্থল পরিদর্শন করে প্রাথমিক তদন্ত শুরু করেছে। সংশ্লিষ্ট কর্মকর্তারা জানান, আইনানুগ ব্যবস্থা নেওয়া হবে। নিজস্ব প্রতিবেদক জানান, স্থানীয় প্রশাসনের পক্ষ থেকে বিষয়টি খতিয়ে দেখা হচ্ছে এবং প্রয়োজনীয় ব্যবস্থা গ্রহণ করা হবে বলে জানানো হয়েছে। এলাকাবাসী এ ঘটনায় উদ্বেগ প্রকাশ করেছেন এবং দ্রুত সমাধানের দাবি জানিয়েছেন। পুলিশ ঘটনাস্থল পরিদর্শন করে প্রাথমিক তদন্ত শুরু করেছে। সংশ্লিষ্ট কর্মকর্তারা জানান, আইনানুগ ব্যবস্থা নেওয়া হবে। নিজস্ব প্রতিবেদক জানান, স্থানীয় প্রশাসনের পক্ষ থেকে বিষয়টি খতিয়ে দেখা হচ্ছে এবং প্রয়োজনীয় ব্যবস্থা গ্রহণ করা হবে বলে জানানো হয়েছে। এলাকাবাসী এ ঘটনায় উদ্বেগ প্রকাশ করেছেন এবং দ্রুত সমাধানের দাবি জানিয়েছেন। পুলিশ ঘটনাস্থল পরিদর্শন করে প্রাথমিক তদন্ত শুরু করেছে। সংশ্লিষ্ট কর্মকর্তারা জানান, আইনানুগ ব্যবস্থা নেওয়া হবে। xyxy=(342,976,578,1071)
column-4 xyxy=(587,40,692,1445)
article-dateline: শেষের পাতার পর xyxy=(617,371,662,379)
article-headline: ভোগান্তিতে চার জেলার xyxy=(750,230,874,246)
article-headline: বগুড়ায় আজিজুল হত্যা xyxy=(59,1464,185,1480)
column-3 xyxy=(342,40,578,1445)
classified-heading: হারিয়েছে xyxy=(587,1078,692,1090)
article xyxy=(30,1465,214,1610)
notice-col-header: মামলার নম্বর ও ধারা xyxy=(819,837,918,849)
column-divider xyxy=(337,40,338,1442)
article xyxy=(701,515,923,762)
column-2 xyxy=(223,40,333,2004)
classified-heading: সংশোধনী xyxy=(587,937,692,949)
article-headline: রাজশাহীতে পাচারের সময় xyxy=(392,950,528,966)
article-dateline: শেষের পাতার পর xyxy=(100,578,144,586)
article-body: নিজস্ব প্রতিবেদক জানান, স্থানীয় প্রশাসনের পক্ষ থেকে বিষয়টি খতিয়ে দেখা হচ্ছে এবং প্রয়োজনীয় ব্যবস্থা গ্রহণ করা হবে বলে জানানো হয়েছে। এলাকাবাসী এ ঘটনায় উদ্বেগ প্রকাশ করেছেন এবং দ্রুত সমাধানের দাবি জানিয়েছেন। পুলিশ ঘটনাস্থল পরিদর্শন করে প্রাথমিক তদন্ত শুরু করেছে। সংশ্লিষ্ট কর্মকর্তারা জানান, আইনানুগ ব্যবস্থা নেওয়া হবে। নিজস্ব প্রতিবেদক জানান, স্থানীয় প্রশাসনের পক্ষ থেকে বিষয়টি খতিয়ে দেখা হচ্ছে এবং প্রয়োজনীয় ব্যবস্থা গ্রহণ করা হবে বলে জানানো হয়েছে। এলাকাবাসী এ ঘটনায় উদ্বেগ প্রকাশ করেছেন এবং দ্রুত সমাধানের দাবি জানিয়েছেন। পুলিশ ঘটনাস্থল পরিদর্শন করে প্রাথমিক তদন্ত শুরু করেছে। সংশ্লিষ্ট কর্মকর্তারা জানান, আইনানুগ ব্যবস্থা নেওয়া হবে। নিজস্ব প্রতিবেদক জানান, স্থানীয় প্রশাসনের পক্ষ থেকে বিষয়টি খতিয়ে দেখা হচ্ছে এবং প্রয়োজনীয় ব্যবস্থা গ্রহণ করা হবে বলে জানানো হয়েছে। এলাকাবাসী এ ঘটনায় উদ্বেগ প্রকাশ করেছেন এবং দ্রুত সমাধানের দাবি জানিয়েছেন। পুলিশ ঘটনাস্থল পরিদর্শন করে প্রাথমিক তদন্ত শুরু করেছে। সংশ্লিষ্ট কর্মকর্তারা জানান, আইনানুগ ব্যবস্থা নেওয়া হবে। xyxy=(342,1103,578,1198)
classified-body: নিজস্ব প্রতিবেদক জানান, স্থানীয় প্রশাসনের পক্ষ থেকে বিষয়টি খতিয়ে দেখা হচ্ছে এবং প্রয়োজনীয় ব্যবস্থা গ্রহণ করা হবে বলে জানানো হয়েছে। এলাকাবাসী এ ঘটনায় উদ্বেগ প্রকাশ করেছেন এবং দ্রুত সমাধানের দাবি জানিয়েছেন। পুলিশ ঘটনাস্থল পরিদর্শন করে প্রাথমিক তদন্ত শুরু করেছে। সংশ্লিষ্ট কর্মকর্তারা জানান, আইনানুগ ব্যবস্থা নেওয়া হবে। নিজস্ব প্রতিবেদক জানান, স্থানীয় প্রশাসনের পক্ষ থেকে বিষয়টি খতিয়ে দেখা হচ্ছে এবং প্রয়োজনীয় ব্যবস্থা গ্রহণ করা হবে বলে জানানো হয়েছে। এলাকাবাসী এ ঘটনায় উদ্বেগ প্রকাশ করেছেন এবং দ্রুত সমাধানের দাবি জানিয়েছেন। পুলিশ ঘটনাস্থল পরিদর্শন করে প্রাথমিক তদন্ত শুরু করেছে। সংশ্লিষ্ট কর্মকর্তারা জানান, আইনানুগ ব্যবস্থা নেওয়া হবে। xyxy=(587,811,692,933)
article-dateline: শেষের পাতার পর xyxy=(790,56,834,63)
page-number: ১১ xyxy=(886,11,923,44)
article-body: নিজস্ব প্রতিবেদক জানান, স্থানীয় প্রশাসনের পক্ষ থেকে বিষয়টি খতিয়ে দেখা হচ্ছে এবং প্রয়োজনীয় ব্যবস্থা গ্রহণ করা হবে বলে জানানো হয়েছে। এলাকাবাসী এ ঘটনায় উদ্বেগ প্রকাশ করেছেন এবং দ্রুত সমাধানের দাবি জানিয়েছেন। পুলিশ ঘটনাস্থল পরিদর্শন করে প্রাথমিক তদন্ত শুরু করেছে। সংশ্লিষ্ট কর্মকর্তারা জানান, আইনানুগ ব্যবস্থা নেওয়া হবে। নিজস্ব প্রতিবেদক জানান, স্থানীয় প্রশাসনের পক্ষ থেকে বিষয়টি খতিয়ে দেখা হচ্ছে এবং প্রয়োজনীয় ব্যবস্থা গ্রহণ করা হবে বলে জানানো হয়েছে। এলাকাবাসী এ ঘটনায় উদ্বেগ প্রকাশ করেছেন এবং দ্রুত সমাধানের দাবি জানিয়েছেন। পুলিশ ঘটনাস্থল পরিদর্শন করে প্রাথমিক তদন্ত শুরু করেছে। সংশ্লিষ্ট কর্মকর্তারা জানান, আইনানুগ ব্যবস্থা নেওয়া হবে। নিজস্ব প্রতিবেদক জানান, স্থানীয় প্রশাসনের পক্ষ থেকে বিষয়টি খতিয়ে দেখা হচ্ছে এবং প্রয়োজনীয় ব্যবস্থা গ্রহণ করা হবে বলে জানানো হয়েছে। এলাকাবাসী এ ঘটনায় উদ্বেগ প্রকাশ করেছেন এবং দ্রুত সমাধানের দাবি জানিয়েছেন। পুলিশ ঘটনাস্থল পরিদর্শন করে প্রাথমিক তদন্ত শুরু করেছে। সংশ্লিষ্ট কর্মকর্তারা জানান, আইনানুগ ব্যবস্থা নেওয়া হবে। নিজস্ব প্রতিবেদক জানান, স্থানীয় প্রশাসনের পক্ষ থেকে বিষয়টি খতিয়ে দেখা হচ্ছে এবং প্রয়োজনীয় ব্যবস্থা গ্রহণ করা হবে বলে জানানো হয়েছে। এলাকাবাসী এ ঘটনায় উদ্বেগ প্রকাশ করেছেন এবং দ্রুত সমাধানের দাবি জানিয়েছেন। পুলিশ ঘটনাস্থল পরিদর্শন করে প্রাথমিক তদন্ত শুরু করেছে। সংশ্লিষ্ট কর্মকর্তারা জানান, আইনানুগ ব্যবস্থা নেওয়া হবে। নিজস্ব প্রতিবেদক জানান, স্থানীয় প্রশাসনের পক্ষ থেকে বিষয়টি খতিয়ে দেখা হচ্ছে এবং প্রয়োজনীয় ব্যবস্থা গ্রহণ করা হবে বলে জানানো হয়েছে। এলাকাবাসী এ ঘটনায় উদ্বেগ প্রকাশ করেছেন এবং দ্রুত সমাধানের দাবি জানিয়েছেন। পুলিশ ঘটনাস্থল পরিদর্শন করে প্রাথমিক তদন্ত শুরু করেছে। সংশ্লিষ্ট কর্মকর্তারা জানান, আইনানুগ ব্যবস্থা নেওয়া হবে। নিজস্ব প্রতিবেদক জানান, স্থানীয় প্রশাসনের পক্ষ থেকে বিষয়টি খতিয়ে দেখা হচ্ছে এবং প্রয়োজনীয় ব্যবস্থা গ্রহণ করা হবে বলে জানানো হয়েছে। এলাকাবাসী এ ঘটনায় উদ্বেগ প্রকাশ করেছেন এবং দ্রুত সমাধানের দাবি জানিয়েছেন। পুলিশ ঘটনাস্থল পরিদর্শন করে প্রাথমিক তদন্ত শুরু করেছে। সংশ্লিষ্ট কর্মকর্তারা জানান, আইনানুগ ব্যবস্থা নেওয়া হবে। নিজস্ব প্রতিবেদক জানান, স্থানীয় প্রশাসনের পক্ষ থেকে বিষয়টি খতিয়ে দেখা হচ্ছে এবং প্রয়োজনীয় ব্যবস্থা গ্রহণ করা হবে বলে জানানো হয়েছে। এলাকাবাসী এ ঘটনায় উদ্বেগ প্রকাশ করেছেন এবং দ্রুত সমাধানের দাবি জানিয়েছেন। পুলিশ ঘটনাস্থল পরিদর্শন করে প্রাথমিক তদন্ত শুরু করেছে। সংশ্লিষ্ট কর্মকর্তারা জানান, আইনানুগ ব্যবস্থা নেওয়া হবে। নিজস্ব প্রতিবেদক জানান, স্থানীয় প্রশাসনের পক্ষ থেকে বিষয়টি খতিয়ে দেখা হচ্ছে এবং প্রয়োজনীয় ব্যবস্থা গ্রহণ করা হবে বলে জানানো হয়েছে। এলাকাবাসী এ ঘটনায় উদ্বেগ প্রকাশ করেছেন এবং দ্রুত সমাধানের দাবি জানিয়েছেন। পুলিশ ঘটনাস্থল পরিদর্শন করে প্রাথমিক তদন্ত শুরু করেছে। সংশ্লিষ্ট কর্মকর্তারা জানান, আইনানুগ ব্যবস্থা নেওয়া হবে। xyxy=(701,255,923,509)
article-dateline: শেষের পাতার পর xyxy=(438,570,482,578)
article-dateline: শেষের পাতার পর xyxy=(256,56,300,63)
article-headline: রাজধানীতে বখাটেদের মারপিটে xyxy=(730,40,894,55)
classified-ad xyxy=(587,656,692,793)
classified-body: নিজস্ব প্রতিবেদক জানান, স্থানীয় প্রশাসনের পক্ষ থেকে বিষয়টি খতিয়ে দেখা হচ্ছে এবং প্রয়োজনীয় ব্যবস্থা গ্রহণ করা হবে বলে জানানো হয়েছে। এলাকাবাসী এ ঘটনায় উদ্বেগ প্রকাশ করেছেন এবং দ্রুত সমাধানের দাবি জানিয়েছেন। পুলিশ ঘটনাস্থল পরিদর্শন করে প্রাথমিক তদন্ত শুরু করেছে। সংশ্লিষ্ট কর্মকর্তারা জানান, আইনানুগ ব্যবস্থা নেওয়া হবে। নিজস্ব প্রতিবেদক জানান, স্থানীয় প্রশাসনের পক্ষ থেকে বিষয়টি খতিয়ে দেখা হচ্ছে এবং প্রয়োজনীয় ব্যবস্থা গ্রহণ করা হবে বলে জানানো হয়েছে। এলাকাবাসী এ ঘটনায় উদ্বেগ প্রকাশ করেছেন এবং দ্রুত সমাধানের দাবি জানিয়েছেন। পুলিশ ঘটনাস্থল পরিদর্শন করে প্রাথমিক তদন্ত শুরু করেছে। সংশ্লিষ্ট কর্মকর্তারা জানান, আইনানুগ ব্যবস্থা নেওয়া হবে। xyxy=(587,952,692,1074)
article xyxy=(30,301,214,556)
article-headline: মৃত্যুকূপ বন্ধ হচ্ছে রংপুরে xyxy=(57,1274,187,1290)
article-headline: গাঁজাসহ দুই মাদক ব্যবসায়ী আটক xyxy=(593,40,686,70)
article-dateline: শেষের পাতার পর xyxy=(438,966,482,974)
article xyxy=(223,523,333,810)
classified-ad xyxy=(587,797,692,934)
article-body: নিজস্ব প্রতিবেদক জানান, স্থানীয় প্রশাসনের পক্ষ থেকে বিষয়টি খতিয়ে দেখা হচ্ছে এবং প্রয়োজনীয় ব্যবস্থা গ্রহণ করা হবে বলে জানানো হয়েছে। এলাকাবাসী এ ঘটনায় উদ্বেগ প্রকাশ করেছেন এবং দ্রুত সমাধানের দাবি জানিয়েছেন। পুলিশ ঘটনাস্থল পরিদর্শন করে প্রাথমিক তদন্ত শুরু করেছে। সংশ্লিষ্ট কর্মকর্তারা জানান, আইনানুগ ব্যবস্থা নেওয়া হবে। নিজস্ব প্রতিবেদক জানান, স্থানীয় প্রশাসনের পক্ষ থেকে বিষয়টি খতিয়ে দেখা হচ্ছে এবং প্রয়োজনীয় ব্যবস্থা গ্রহণ করা হবে বলে জানানো হয়েছে। এলাকাবাসী এ ঘটনায় উদ্বেগ প্রকাশ করেছেন এবং দ্রুত সমাধানের দাবি জানিয়েছেন। পুলিশ ঘটনাস্থল পরিদর্শন করে প্রাথমিক তদন্ত শুরু করেছে। সংশ্লিষ্ট কর্মকর্তারা জানান, আইনানুগ ব্যবস্থা নেওয়া হবে। নিজস্ব প্রতিবেদক জানান, স্থানীয় প্রশাসনের পক্ষ থেকে বিষয়টি খতিয়ে দেখা হচ্ছে এবং প্রয়োজনীয় ব্যবস্থা গ্রহণ করা হবে বলে জানানো হয়েছে। এলাকাবাসী এ ঘটনায় উদ্বেগ প্রকাশ করেছেন এবং দ্রুত সমাধানের দাবি জানিয়েছেন। পুলিশ ঘটনাস্থল পরিদর্শন করে প্রাথমিক তদন্ত শুরু করেছে। সংশ্লিষ্ট কর্মকর্তারা জানান, আইনানুগ ব্যবস্থা নেওয়া হবে। নিজস্ব প্রতিবেদক জানান, স্থানীয় প্রশাসনের পক্ষ থেকে বিষয়টি খতিয়ে দেখা হচ্ছে এবং প্রয়োজনীয় ব্যবস্থা গ্রহণ করা হবে বলে জানানো হয়েছে। এলাকাবাসী এ ঘটনায় উদ্বেগ প্রকাশ করেছেন এবং দ্রুত সমাধানের দাবি জানিয়েছেন। পুলিশ ঘটনাস্থল পরিদর্শন করে প্রাথমিক তদন্ত শুরু করেছে। সংশ্লিষ্ট কর্মকর্তারা জানান, আইনানুগ ব্যবস্থা নেওয়া হবে। নিজস্ব প্রতিবেদক জানান, স্থানীয় প্রশাসনের পক্ষ থেকে বিষয়টি খতিয়ে দেখা হচ্ছে এবং প্রয়োজনীয় ব্যবস্থা গ্রহণ করা হবে বলে জানানো হয়েছে। এলাকাবাসী এ ঘটনায় উদ্বেগ প্রকাশ করেছেন এবং দ্রুত সমাধানের দাবি জানিয়েছেন। পুলিশ ঘটনাস্থল পরিদর্শন করে প্রাথমিক তদন্ত শুরু করেছে। সংশ্লিষ্ট কর্মকর্তারা জানান, আইনানুগ ব্যবস্থা নেওয়া হবে। xyxy=(342,794,578,944)
article-dateline: শেষের পাতার পর xyxy=(100,1480,144,1488)
article-body: নিজস্ব প্রতিবেদক জানান, স্থানীয় প্রশাসনের পক্ষ থেকে বিষয়টি খতিয়ে দেখা হচ্ছে এবং প্রয়োজনীয় ব্যবস্থা গ্রহণ করা হবে বলে জানানো হয়েছে। এলাকাবাসী এ ঘটনায় উদ্বেগ প্রকাশ করেছেন এবং দ্রুত সমাধানের দাবি জানিয়েছেন। পুলিশ ঘটনাস্থল পরিদর্শন করে প্রাথমিক তদন্ত শুরু করেছে। সংশ্লিষ্ট কর্মকর্তারা জানান, আইনানুগ ব্যবস্থা নেওয়া হবে। নিজস্ব প্রতিবেদক জানান, স্থানীয় প্রশাসনের পক্ষ থেকে বিষয়টি খতিয়ে দেখা হচ্ছে এবং প্রয়োজনীয় ব্যবস্থা গ্রহণ করা হবে বলে জানানো হয়েছে। এলাকাবাসী এ ঘটনায় উদ্বেগ প্রকাশ করেছেন এবং দ্রুত সমাধানের দাবি জানিয়েছেন। পুলিশ ঘটনাস্থল পরিদর্শন করে প্রাথমিক তদন্ত শুরু করেছে। সংশ্লিষ্ট কর্মকর্তারা জানান, আইনানুগ ব্যবস্থা নেওয়া হবে। নিজস্ব প্রতিবেদক জানান, স্থানীয় প্রশাসনের পক্ষ থেকে বিষয়টি খতিয়ে দেখা হচ্ছে এবং প্রয়োজনীয় ব্যবস্থা গ্রহণ করা হবে বলে জানানো হয়েছে। এলাকাবাসী এ ঘটনায় উদ্বেগ প্রকাশ করেছেন এবং দ্রুত সমাধানের দাবি জানিয়েছেন। পুলিশ ঘটনাস্থল পরিদর্শন করে প্রাথমিক তদন্ত শুরু করেছে। সংশ্লিষ্ট কর্মকর্তারা জানান, আইনানুগ ব্যবস্থা নেওয়া হবে। নিজস্ব প্রতিবেদক জানান, স্থানীয় প্রশাসনের পক্ষ থেকে বিষয়টি খতিয়ে দেখা হচ্ছে এবং প্রয়োজনীয় ব্যবস্থা গ্রহণ করা হবে বলে জানানো হয়েছে। এলাকাবাসী এ ঘটনায় উদ্বেগ প্রকাশ করেছেন এবং দ্রুত সমাধানের দাবি জানিয়েছেন। পুলিশ ঘটনাস্থল পরিদর্শন করে প্রাথমিক তদন্ত শুরু করেছে। সংশ্লিষ্ট কর্মকর্তারা জানান, আইনানুগ ব্যবস্থা নেওয়া হবে। xyxy=(342,430,578,548)
article-headline: লোকালয়ে এসে xyxy=(236,522,320,538)
court-notice xyxy=(701,768,923,808)
classified-body: নিজস্ব প্রতিবেদক জানান, স্থানীয় প্রশাসনের পক্ষ থেকে বিষয়টি খতিয়ে দেখা হচ্ছে এবং প্রয়োজনীয় ব্যবস্থা গ্রহণ করা হবে বলে জানানো হয়েছে। এলাকাবাসী এ ঘটনায় উদ্বেগ প্রকাশ করেছেন এবং দ্রুত সমাধানের দাবি জানিয়েছেন। পুলিশ ঘটনাস্থল পরিদর্শন করে প্রাথমিক তদন্ত শুরু করেছে। সংশ্লিষ্ট কর্মকর্তারা জানান, আইনানুগ ব্যবস্থা নেওয়া হবে। নিজস্ব প্রতিবেদক জানান, স্থানীয় প্রশাসনের পক্ষ থেকে বিষয়টি খতিয়ে দেখা হচ্ছে এবং প্রয়োজনীয় ব্যবস্থা গ্রহণ করা হবে বলে জানানো হয়েছে। এলাকাবাসী এ ঘটনায় উদ্বেগ প্রকাশ করেছেন এবং দ্রুত সমাধানের দাবি জানিয়েছেন। পুলিশ ঘটনাস্থল পরিদর্শন করে প্রাথমিক তদন্ত শুরু করেছে। সংশ্লিষ্ট কর্মকর্তারা জানান, আইনানুগ ব্যবস্থা নেওয়া হবে। xyxy=(587,1315,692,1437)
article-headline: কালকিনিতে কবি xyxy=(234,815,322,831)
article-body: নিজস্ব প্রতিবেদক জানান, স্থানীয় প্রশাসনের পক্ষ থেকে বিষয়টি খতিয়ে দেখা হচ্ছে এবং প্রয়োজনীয় ব্যবস্থা গ্রহণ করা হবে বলে জানানো হয়েছে। এলাকাবাসী এ ঘটনায় উদ্বেগ প্রকাশ করেছেন এবং দ্রুত সমাধানের দাবি জানিয়েছেন। পুলিশ ঘটনাস্থল পরিদর্শন করে প্রাথমিক তদন্ত শুরু করেছে। সংশ্লিষ্ট কর্মকর্তারা জানান, আইনানুগ ব্যবস্থা নেওয়া হবে। নিজস্ব প্রতিবেদক জানান, স্থানীয় প্রশাসনের পক্ষ থেকে বিষয়টি খতিয়ে দেখা হচ্ছে এবং প্রয়োজনীয় ব্যবস্থা গ্রহণ করা হবে বলে জানানো হয়েছে। এলাকাবাসী এ ঘটনায় উদ্বেগ প্রকাশ করেছেন এবং দ্রুত সমাধানের দাবি জানিয়েছেন। পুলিশ ঘটনাস্থল পরিদর্শন করে প্রাথমিক তদন্ত শুরু করেছে। সংশ্লিষ্ট কর্মকর্তারা জানান, আইনানুগ ব্যবস্থা নেওয়া হবে। নিজস্ব প্রতিবেদক জানান, স্থানীয় প্রশাসনের পক্ষ থেকে বিষয়টি খতিয়ে দেখা হচ্ছে এবং প্রয়োজনীয় ব্যবস্থা গ্রহণ করা হবে বলে জানানো হয়েছে। এলাকাবাসী এ ঘটনায় উদ্বেগ প্রকাশ করেছেন এবং দ্রুত সমাধানের দাবি জানিয়েছেন। পুলিশ ঘটনাস্থল পরিদর্শন করে প্রাথমিক তদন্ত শুরু করেছে। সংশ্লিষ্ট কর্মকর্তারা জানান, আইনানুগ ব্যবস্থা নেওয়া হবে। নিজস্ব প্রতিবেদক জানান, স্থানীয় প্রশাসনের পক্ষ থেকে বিষয়টি খতিয়ে দেখা হচ্ছে এবং প্রয়োজনীয় ব্যবস্থা গ্রহণ করা হবে বলে জানানো হয়েছে। এলাকাবাসী এ ঘটনায় উদ্বেগ প্রকাশ করেছেন এবং দ্রুত সমাধানের দাবি জানিয়েছেন। পুলিশ ঘটনাস্থল পরিদর্শন করে প্রাথমিক তদন্ত শুরু করেছে। সংশ্লিষ্ট কর্মকর্তারা জানান, আইনানুগ ব্যবস্থা নেওয়া হবে। xyxy=(587,80,692,349)
column-5 xyxy=(701,40,923,1445)
notice-col-header: আসামীর নাম ও ঠিকানা xyxy=(707,791,819,803)
article xyxy=(701,40,923,224)
article-headline: চায়ের নার্সারি বিরাজোত xyxy=(396,1077,524,1093)
article-dateline: শেষের পাতার পর xyxy=(438,1093,482,1101)
classified-ad xyxy=(587,937,692,1074)
article-body: নিজস্ব প্রতিবেদক জানান, স্থানীয় প্রশাসনের পক্ষ থেকে বিষয়টি খতিয়ে দেখা হচ্ছে এবং প্রয়োজনীয় ব্যবস্থা গ্রহণ করা হবে বলে জানানো হয়েছে। এলাকাবাসী এ ঘটনায় উদ্বেগ প্রকাশ করেছেন এবং দ্রুত সমাধানের দাবি জানিয়েছেন। পুলিশ ঘটনাস্থল পরিদর্শন করে প্রাথমিক তদন্ত শুরু করেছে। সংশ্লিষ্ট কর্মকর্তারা জানান, আইনানুগ ব্যবস্থা নেওয়া হবে। নিজস্ব প্রতিবেদক জানান, স্থানীয় প্রশাসনের পক্ষ থেকে বিষয়টি খতিয়ে দেখা হচ্ছে এবং প্রয়োজনীয় ব্যবস্থা গ্রহণ করা হবে বলে জানানো হয়েছে। এলাকাবাসী এ ঘটনায় উদ্বেগ প্রকাশ করেছেন এবং দ্রুত সমাধানের দাবি জানিয়েছেন। পুলিশ ঘটনাস্থল পরিদর্শন করে প্রাথমিক তদন্ত শুরু করেছে। সংশ্লিষ্ট কর্মকর্তারা জানান, আইনানুগ ব্যবস্থা নেওয়া হবে। নিজস্ব প্রতিবেদক জানান, স্থানীয় প্রশাসনের পক্ষ থেকে বিষয়টি খতিয়ে দেখা হচ্ছে এবং প্রয়োজনীয় ব্যবস্থা গ্রহণ করা হবে বলে জানানো হয়েছে। এলাকাবাসী এ ঘটনায় উদ্বেগ প্রকাশ করেছেন এবং দ্রুত সমাধানের দাবি জানিয়েছেন। পুলিশ ঘটনাস্থল পরিদর্শন করে প্রাথমিক তদন্ত শুরু করেছে। সংশ্লিষ্ট কর্মকর্তারা জানান, আইনানুগ ব্যবস্থা নেওয়া হবে। নিজস্ব প্রতিবেদক জানান, স্থানীয় প্রশাসনের পক্ষ থেকে বিষয়টি খতিয়ে দেখা হচ্ছে এবং প্রয়োজনীয় ব্যবস্থা গ্রহণ করা হবে বলে জানানো হয়েছে। এলাকাবাসী এ ঘটনায় উদ্বেগ প্রকাশ করেছেন এবং দ্রুত সমাধানের দাবি জানিয়েছেন। পুলিশ ঘটনাস্থল পরিদর্শন করে প্রাথমিক তদন্ত শুরু করেছে। সংশ্লিষ্ট কর্মকর্তারা জানান, আইনানুগ ব্যবস্থা নেওয়া হবে। নিজস্ব প্রতিবেদক জানান, স্থানীয় প্রশাসনের পক্ষ থেকে বিষয়টি খতিয়ে দেখা হচ্ছে এবং প্রয়োজনীয় ব্যবস্থা গ্রহণ করা হবে বলে জানানো হয়েছে। এলাকাবাসী এ ঘটনায় উদ্বেগ প্রকাশ করেছেন এবং দ্রুত সমাধানের দাবি জানিয়েছেন। পুলিশ ঘটনাস্থল পরিদর্শন করে প্রাথমিক তদন্ত শুরু করেছে। সংশ্লিষ্ট কর্মকর্তারা জানান, আইনানুগ ব্যবস্থা নেওয়া হবে। xyxy=(701,65,923,224)
article-headline: পাগলীর জোড়া শিশু xyxy=(406,253,514,269)
article-headline: স্বেচ্ছাসেবক লীগ নেতাকে হাতুড়ি xyxy=(375,40,545,55)
article-headline: ওএমএসের মাধ্যমে ৪ কোটি xyxy=(50,301,194,317)
column-divider xyxy=(582,40,583,1442)
article xyxy=(342,404,578,549)
classified-ad xyxy=(587,1301,692,1438)
article-dateline: শেষের পাতার পর xyxy=(256,1733,300,1741)
article xyxy=(342,769,578,945)
article-body: নিজস্ব প্রতিবেদক জানান, স্থানীয় প্রশাসনের পক্ষ থেকে বিষয়টি খতিয়ে দেখা হচ্ছে এবং প্রয়োজনীয় ব্যবস্থা গ্রহণ করা হবে বলে জানানো হয়েছে। এলাকাবাসী এ ঘটনায় উদ্বেগ প্রকাশ করেছেন এবং দ্রুত সমাধানের দাবি জানিয়েছেন। পুলিশ ঘটনাস্থল পরিদর্শন করে প্রাথমিক তদন্ত শুরু করেছে। সংশ্লিষ্ট কর্মকর্তারা জানান, আইনানুগ ব্যবস্থা নেওয়া হবে। নিজস্ব প্রতিবেদক জানান, স্থানীয় প্রশাসনের পক্ষ থেকে বিষয়টি খতিয়ে দেখা হচ্ছে এবং প্রয়োজনীয় ব্যবস্থা গ্রহণ করা হবে বলে জানানো হয়েছে। এলাকাবাসী এ ঘটনায় উদ্বেগ প্রকাশ করেছেন এবং দ্রুত সমাধানের দাবি জানিয়েছেন। পুলিশ ঘটনাস্থল পরিদর্শন করে প্রাথমিক তদন্ত শুরু করেছে। সংশ্লিষ্ট কর্মকর্তারা জানান, আইনানুগ ব্যবস্থা নেওয়া হবে। নিজস্ব প্রতিবেদক জানান, স্থানীয় প্রশাসনের পক্ষ থেকে বিষয়টি খতিয়ে দেখা হচ্ছে এবং প্রয়োজনীয় ব্যবস্থা গ্রহণ করা হবে বলে জানানো হয়েছে। এলাকাবাসী এ ঘটনায় উদ্বেগ প্রকাশ করেছেন এবং দ্রুত সমাধানের দাবি জানিয়েছেন। পুলিশ ঘটনাস্থল পরিদর্শন করে প্রাথমিক তদন্ত শুরু করেছে। সংশ্লিষ্ট কর্মকর্তারা জানান, আইনানুগ ব্যবস্থা নেওয়া হবে। নিজস্ব প্রতিবেদক জানান, স্থানীয় প্রশাসনের পক্ষ থেকে বিষয়টি খতিয়ে দেখা হচ্ছে এবং প্রয়োজনীয় ব্যবস্থা গ্রহণ করা হবে বলে জানানো হয়েছে। এলাকাবাসী এ ঘটনায় উদ্বেগ প্রকাশ করেছেন এবং দ্রুত সমাধানের দাবি জানিয়েছেন। পুলিশ ঘটনাস্থল পরিদর্শন করে প্রাথমিক তদন্ত শুরু করেছে। সংশ্লিষ্ট কর্মকর্তারা জানান, আইনানুগ ব্যবস্থা নেওয়া হবে। নিজস্ব প্রতিবেদক জানান, স্থানীয় প্রশাসনের পক্ষ থেকে বিষয়টি খতিয়ে দেখা হচ্ছে এবং প্রয়োজনীয় ব্যবস্থা গ্রহণ করা হবে বলে জানানো হয়েছে। এলাকাবাসী এ ঘটনায় উদ্বেগ প্রকাশ করেছেন এবং দ্রুত সমাধানের দাবি জানিয়েছেন। পুলিশ ঘটনাস্থল পরিদর্শন করে প্রাথমিক তদন্ত শুরু করেছে। সংশ্লিষ্ট কর্মকর্তারা জানান, আইনানুগ ব্যবস্থা নেওয়া হবে। নিজস্ব প্রতিবেদক জানান, স্থানীয় প্রশাসনের পক্ষ থেকে বিষয়টি খতিয়ে দেখা হচ্ছে এবং প্রয়োজনীয় ব্যবস্থা গ্রহণ করা হবে বলে জানানো হয়েছে। এলাকাবাসী এ ঘটনায় উদ্বেগ প্রকাশ করেছেন এবং দ্রুত সমাধানের দাবি জানিয়েছেন। পুলিশ ঘটনাস্থল পরিদর্শন করে প্রাথমিক তদন্ত শুরু করেছে। সংশ্লিষ্ট কর্মকর্তারা জানান, আইনানুগ ব্যবস্থা নেওয়া হবে। নিজস্ব প্রতিবেদক জানান, স্থানীয় প্রশাসনের পক্ষ থেকে বিষয়টি খতিয়ে দেখা হচ্ছে এবং প্রয়োজনীয় ব্যবস্থা গ্রহণ করা হবে বলে জানানো হয়েছে। এলাকাবাসী এ ঘটনায় উদ্বেগ প্রকাশ করেছেন এবং দ্রুত সমাধানের দাবি জানিয়েছেন। পুলিশ ঘটনাস্থল পরিদর্শন করে প্রাথমিক তদন্ত শুরু করেছে। সংশ্লিষ্ট কর্মকর্তারা জানান, আইনানুগ ব্যবস্থা নেওয়া হবে। নিজস্ব প্রতিবেদক জানান, স্থানীয় প্রশাসনের পক্ষ থেকে বিষয়টি খতিয়ে দেখা হচ্ছে এবং প্রয়োজনীয় ব্যবস্থা গ্রহণ করা হবে বলে জানানো হয়েছে। এলাকাবাসী এ ঘটনায় উদ্বেগ প্রকাশ করেছেন এবং দ্রুত সমাধানের দাবি জানিয়েছেন। পুলিশ ঘটনাস্থল পরিদর্শন করে প্রাথমিক তদন্ত শুরু করেছে। সংশ্লিষ্ট কর্মকর্তারা জানান, আইনানুগ ব্যবস্থা নেওয়া হবে। নিজস্ব প্রতিবেদক জানান, স্থানীয় প্রশাসনের পক্ষ থেকে বিষয়টি খতিয়ে দেখা হচ্ছে এবং প্রয়োজনীয় ব্যবস্থা গ্রহণ করা হবে বলে জানানো হয়েছে। এলাকাবাসী এ ঘটনায় উদ্বেগ প্রকাশ করেছেন এবং দ্রুত সমাধানের দাবি জানিয়েছেন। পুলিশ ঘটনাস্থল পরিদর্শন করে প্রাথমিক তদন্ত শুরু করেছে। সংশ্লিষ্ট কর্মকর্তারা জানান, আইনানুগ ব্যবস্থা নেওয়া হবে। নিজস্ব প্রতিবেদক জানান, স্থানীয় প্রশাসনের পক্ষ থেকে বিষয়টি খতিয়ে দেখা হচ্ছে এবং প্রয়োজনীয় ব্যবস্থা গ্রহণ করা হবে বলে জানানো হয়েছে। এলাকাবাসী এ ঘটনায় উদ্বেগ প্রকাশ করেছেন এবং দ্রুত সমাধানের দাবি জানিয়েছেন। পুলিশ ঘটনাস্থল পরিদর্শন করে প্রাথমিক তদন্ত শুরু করেছে। সংশ্লিষ্ট কর্মকর্তারা জানান, আইনানুগ ব্যবস্থা নেওয়া হবে। xyxy=(30,588,214,967)
article-headline: পুন্ড্র ইউনিভার্সিটি xyxy=(233,40,323,55)
article-dateline: শেষের পাতার পর xyxy=(790,246,834,254)
article xyxy=(701,230,923,509)
article-body: নিজস্ব প্রতিবেদক জানান, স্থানীয় প্রশাসনের পক্ষ থেকে বিষয়টি খতিয়ে দেখা হচ্ছে এবং প্রয়োজনীয় ব্যবস্থা গ্রহণ করা হবে বলে জানানো হয়েছে। এলাকাবাসী এ ঘটনায় উদ্বেগ প্রকাশ করেছেন এবং দ্রুত সমাধানের দাবি জানিয়েছেন। পুলিশ ঘটনাস্থল পরিদর্শন করে প্রাথমিক তদন্ত শুরু করেছে। সংশ্লিষ্ট কর্মকর্তারা জানান, আইনানুগ ব্যবস্থা নেওয়া হবে। নিজস্ব প্রতিবেদক জানান, স্থানীয় প্রশাসনের পক্ষ থেকে বিষয়টি খতিয়ে দেখা হচ্ছে এবং প্রয়োজনীয় ব্যবস্থা গ্রহণ করা হবে বলে জানানো হয়েছে। এলাকাবাসী এ ঘটনায় উদ্বেগ প্রকাশ করেছেন এবং দ্রুত সমাধানের দাবি জানিয়েছেন। পুলিশ ঘটনাস্থল পরিদর্শন করে প্রাথমিক তদন্ত শুরু করেছে। সংশ্লিষ্ট কর্মকর্তারা জানান, আইনানুগ ব্যবস্থা নেওয়া হবে। নিজস্ব প্রতিবেদক জানান, স্থানীয় প্রশাসনের পক্ষ থেকে বিষয়টি খতিয়ে দেখা হচ্ছে এবং প্রয়োজনীয় ব্যবস্থা গ্রহণ করা হবে বলে জানানো হয়েছে। এলাকাবাসী এ ঘটনায় উদ্বেগ প্রকাশ করেছেন এবং দ্রুত সমাধানের দাবি জানিয়েছেন। পুলিশ ঘটনাস্থল পরিদর্শন করে প্রাথমিক তদন্ত শুরু করেছে। সংশ্লিষ্ট কর্মকর্তারা জানান, আইনানুগ ব্যবস্থা নেওয়া হবে। নিজস্ব প্রতিবেদক জানান, স্থানীয় প্রশাসনের পক্ষ থেকে বিষয়টি খতিয়ে দেখা হচ্ছে এবং প্রয়োজনীয় ব্যবস্থা গ্রহণ করা হবে বলে জানানো হয়েছে। এলাকাবাসী এ ঘটনায় উদ্বেগ প্রকাশ করেছেন এবং দ্রুত সমাধানের দাবি জানিয়েছেন। পুলিশ ঘটনাস্থল পরিদর্শন করে প্রাথমিক তদন্ত শুরু করেছে। সংশ্লিষ্ট কর্মকর্তারা জানান, আইনানুগ ব্যবস্থা নেওয়া হবে। নিজস্ব প্রতিবেদক জানান, স্থানীয় প্রশাসনের পক্ষ থেকে বিষয়টি খতিয়ে দেখা হচ্ছে এবং প্রয়োজনীয় ব্যবস্থা গ্রহণ করা হবে বলে জানানো হয়েছে। এলাকাবাসী এ ঘটনায় উদ্বেগ প্রকাশ করেছেন এবং দ্রুত সমাধানের দাবি জানিয়েছেন। পুলিশ ঘটনাস্থল পরিদর্শন করে প্রাথমিক তদন্ত শুরু করেছে। সংশ্লিষ্ট কর্মকর্তারা জানান, আইনানুগ ব্যবস্থা নেওয়া হবে। নিজস্ব প্রতিবেদক জানান, স্থানীয় প্রশাসনের পক্ষ থেকে বিষয়টি খতিয়ে দেখা হচ্ছে এবং প্রয়োজনীয় ব্যবস্থা গ্রহণ করা হবে বলে জানানো হয়েছে। এলাকাবাসী এ ঘটনায় উদ্বেগ প্রকাশ করেছেন এবং দ্রুত সমাধানের দাবি জানিয়েছেন। পুলিশ ঘটনাস্থল পরিদর্শন করে প্রাথমিক তদন্ত শুরু করেছে। সংশ্লিষ্ট কর্মকর্তারা জানান, আইনানুগ ব্যবস্থা নেওয়া হবে। xyxy=(223,841,333,1228)
article-headline: বোনকে জমি লিখে দেওয়ায় xyxy=(388,404,532,420)
article-dateline: শেষের পাতার পর xyxy=(256,1250,300,1258)
notice-col-header: আসামীর নাম ও ঠিকানা xyxy=(707,837,819,849)
article xyxy=(223,1235,333,1712)
article-headline: দিল্লি সফর শেষে xyxy=(236,1234,320,1250)
article xyxy=(223,40,333,517)
classified-body: নিজস্ব প্রতিবেদক জানান, স্থানীয় প্রশাসনের পক্ষ থেকে বিষয়টি খতিয়ে দেখা হচ্ছে এবং প্রয়োজনীয় ব্যবস্থা গ্রহণ করা হবে বলে জানানো হয়েছে। এলাকাবাসী এ ঘটনায় উদ্বেগ প্রকাশ করেছেন এবং দ্রুত সমাধানের দাবি জানিয়েছেন। পুলিশ ঘটনাস্থল পরিদর্শন করে প্রাথমিক তদন্ত শুরু করেছে। সংশ্লিষ্ট কর্মকর্তারা জানান, আইনানুগ ব্যবস্থা নেওয়া হবে। নিজস্ব প্রতিবেদক জানান, স্থানীয় প্রশাসনের পক্ষ থেকে বিষয়টি খতিয়ে দেখা হচ্ছে এবং প্রয়োজনীয় ব্যবস্থা গ্রহণ করা হবে বলে জানানো হয়েছে। এলাকাবাসী এ ঘটনায় উদ্বেগ প্রকাশ করেছেন এবং দ্রুত সমাধানের দাবি জানিয়েছেন। পুলিশ ঘটনাস্থল পরিদর্শন করে প্রাথমিক তদন্ত শুরু করেছে। সংশ্লিষ্ট কর্মকর্তারা জানান, আইনানুগ ব্যবস্থা নেওয়া হবে। xyxy=(587,671,692,793)
notice-table xyxy=(706,791,918,804)
article xyxy=(30,562,214,967)
article-body: নিজস্ব প্রতিবেদক জানান, স্থানীয় প্রশাসনের পক্ষ থেকে বিষয়টি খতিয়ে দেখা হচ্ছে এবং প্রয়োজনীয় ব্যবস্থা গ্রহণ করা হবে বলে জানানো হয়েছে। এলাকাবাসী এ ঘটনায় উদ্বেগ প্রকাশ করেছেন এবং দ্রুত সমাধানের দাবি জানিয়েছেন। পুলিশ ঘটনাস্থল পরিদর্শন করে প্রাথমিক তদন্ত শুরু করেছে। সংশ্লিষ্ট কর্মকর্তারা জানান, আইনানুগ ব্যবস্থা নেওয়া হবে। নিজস্ব প্রতিবেদক জানান, স্থানীয় প্রশাসনের পক্ষ থেকে বিষয়টি খতিয়ে দেখা হচ্ছে এবং প্রয়োজনীয় ব্যবস্থা গ্রহণ করা হবে বলে জানানো হয়েছে। এলাকাবাসী এ ঘটনায় উদ্বেগ প্রকাশ করেছেন এবং দ্রুত সমাধানের দাবি জানিয়েছেন। পুলিশ ঘটনাস্থল পরিদর্শন করে প্রাথমিক তদন্ত শুরু করেছে। সংশ্লিষ্ট কর্মকর্তারা জানান, আইনানুগ ব্যবস্থা নেওয়া হবে। নিজস্ব প্রতিবেদক জানান, স্থানীয় প্রশাসনের পক্ষ থেকে বিষয়টি খতিয়ে দেখা হচ্ছে এবং প্রয়োজনীয় ব্যবস্থা গ্রহণ করা হবে বলে জানানো হয়েছে। এলাকাবাসী এ ঘটনায় উদ্বেগ প্রকাশ করেছেন এবং দ্রুত সমাধানের দাবি জানিয়েছেন। পুলিশ ঘটনাস্থল পরিদর্শন করে প্রাথমিক তদন্ত শুরু করেছে। সংশ্লিষ্ট কর্মকর্তারা জানান, আইনানুগ ব্যবস্থা নেওয়া হবে। নিজস্ব প্রতিবেদক জানান, স্থানীয় প্রশাসনের পক্ষ থেকে বিষয়টি খতিয়ে দেখা হচ্ছে এবং প্রয়োজনীয় ব্যবস্থা গ্রহণ করা হবে বলে জানানো হয়েছে। এলাকাবাসী এ ঘটনায় উদ্বেগ প্রকাশ করেছেন এবং দ্রুত সমাধানের দাবি জানিয়েছেন। পুলিশ ঘটনাস্থল পরিদর্শন করে প্রাথমিক তদন্ত শুরু করেছে। সংশ্লিষ্ট কর্মকর্তারা জানান, আইনানুগ ব্যবস্থা নেওয়া হবে। নিজস্ব প্রতিবেদক জানান, স্থানীয় প্রশাসনের পক্ষ থেকে বিষয়টি খতিয়ে দেখা হচ্ছে এবং প্রয়োজনীয় ব্যবস্থা গ্রহণ করা হবে বলে জানানো হয়েছে। এলাকাবাসী এ ঘটনায় উদ্বেগ প্রকাশ করেছেন এবং দ্রুত সমাধানের দাবি জানিয়েছেন। পুলিশ ঘটনাস্থল পরিদর্শন করে প্রাথমিক তদন্ত শুরু করেছে। সংশ্লিষ্ট কর্মকর্তারা জানান, আইনানুগ ব্যবস্থা নেওয়া হবে। নিজস্ব প্রতিবেদক জানান, স্থানীয় প্রশাসনের পক্ষ থেকে বিষয়টি খতিয়ে দেখা হচ্ছে এবং প্রয়োজনীয় ব্যবস্থা গ্রহণ করা হবে বলে জানানো হয়েছে। এলাকাবাসী এ ঘটনায় উদ্বেগ প্রকাশ করেছেন এবং দ্রুত সমাধানের দাবি জানিয়েছেন। পুলিশ ঘটনাস্থল পরিদর্শন করে প্রাথমিক তদন্ত শুরু করেছে। সংশ্লিষ্ট কর্মকর্তারা জানান, আইনানুগ ব্যবস্থা নেওয়া হবে। নিজস্ব প্রতিবেদক জানান, স্থানীয় প্রশাসনের পক্ষ থেকে বিষয়টি খতিয়ে দেখা হচ্ছে এবং প্রয়োজনীয় ব্যবস্থা গ্রহণ করা হবে বলে জানানো হয়েছে। এলাকাবাসী এ ঘটনায় উদ্বেগ প্রকাশ করেছেন এবং দ্রুত সমাধানের দাবি জানিয়েছেন। পুলিশ ঘটনাস্থল পরিদর্শন করে প্রাথমিক তদন্ত শুরু করেছে। সংশ্লিষ্ট কর্মকর্তারা জানান, আইনানুগ ব্যবস্থা নেওয়া হবে। xyxy=(30,999,214,1268)
column-divider xyxy=(696,40,697,1442)
tagline: অন্যায়ের বিরুদ্ধে সোচ্চার xyxy=(36,5,96,12)
newspaper-logo: ভোরের দর্পণ xyxy=(34,12,160,40)
article xyxy=(30,40,214,295)
masthead xyxy=(0,0,945,44)
